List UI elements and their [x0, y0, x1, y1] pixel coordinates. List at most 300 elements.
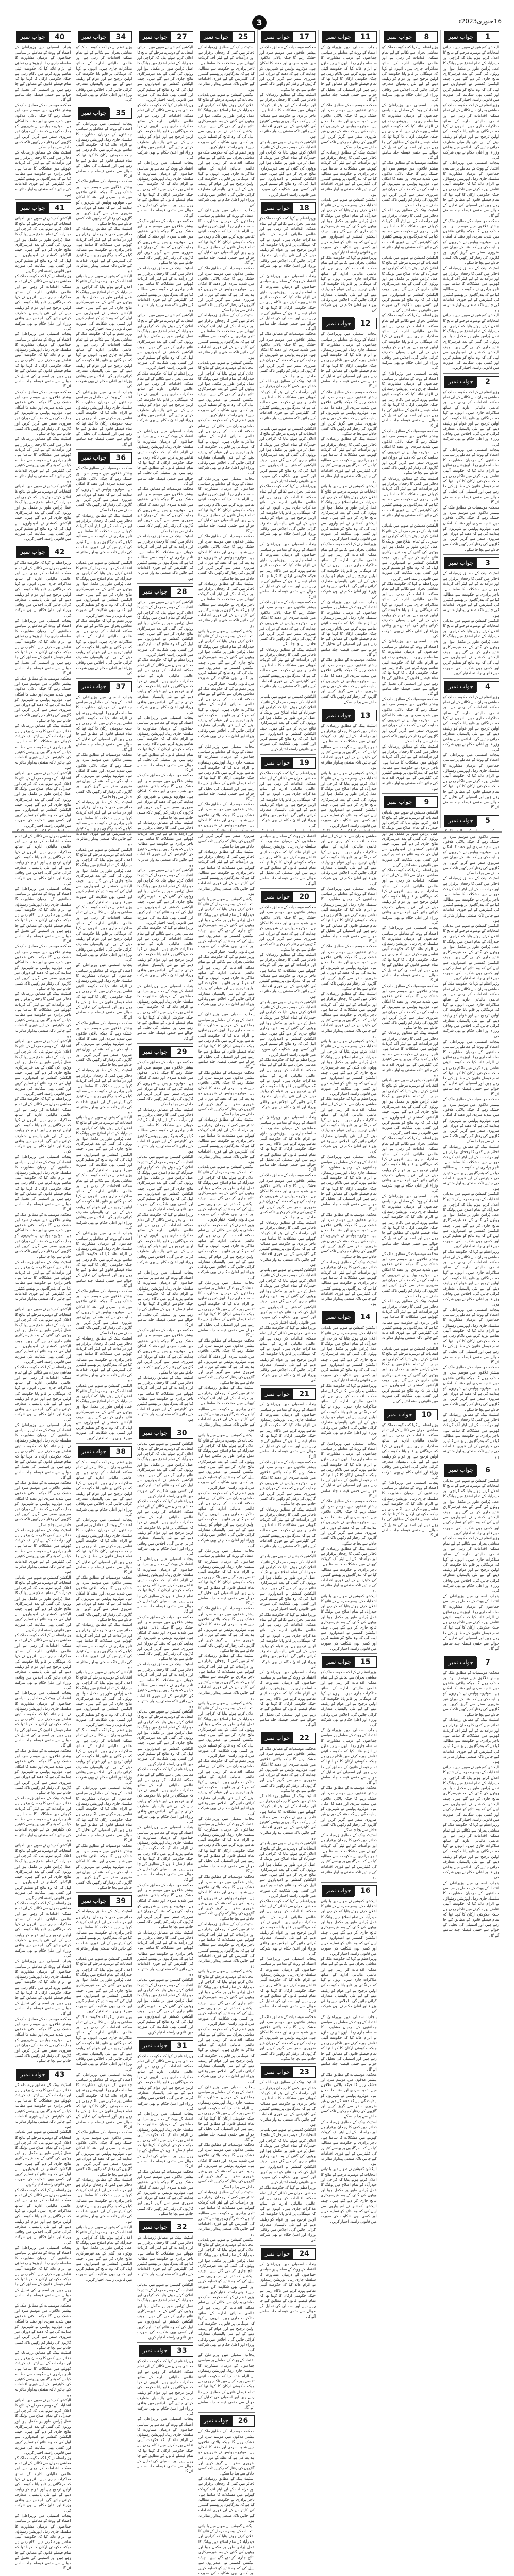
paragraph: وزیراعظم نے کہا کہ حکومت ملک کو معاشی بحران سے نکالنے کے لیے تمام ممکنہ اقدامات کر رہی ہے اور عالمی مالیاتی ادارے کے ساتھ مذاکرات جاری ہیں۔ انہوں نے کہا کہ مہنگائی پر قابو پانا حکومت کی اولین ترجیح ہے اور عوام کو ریلیف دینے کے لیے نئی پالیسیاں متعارف کرائی جائیں گی۔ اجلاس میں وفاقی وزراء اور اعلیٰ حکام نے بھی شرکت کی۔ [382, 313, 438, 370]
paragraph: محکمہ موسمیات کے مطابق ملک کے بیشتر علاقوں میں موسم سرد اور خشک رہے گا جبکہ بالائی علاقوں میں شدید سردی اور دھند کا امکان ہے۔ موٹروے پولیس نے شہریوں کو ہدایت کی ہے کہ دھند کے دوران غیر ضروری سفر سے گریز کریں اور گاڑیوں کی رفتار کم رکھیں تاکہ کسی حادثے سے بچا جا سکے۔ [321, 2072, 377, 2119]
answer-text [76, 694, 132, 1441]
paragraph: وزیراعظم نے کہا کہ حکومت ملک کو معاشی بحران سے نکالنے کے لیے تمام ممکنہ اقدامات کر رہی ہے اور عالمی مالیاتی ادارے کے ساتھ مذاکرات جاری ہیں۔ انہوں نے کہا کہ مہنگائی پر قابو پانا حکومت کی اولین ترجیح ہے اور عوام کو ریلیف دینے کے لیے نئی پالیسیاں متعارف کرائی جائیں گی۔ اجلاس میں وفاقی وزراء اور اعلیٰ حکام نے بھی شرکت کی۔ [76, 45, 132, 103]
paragraph: وزیراعظم نے کہا کہ حکومت ملک کو معاشی بحران سے نکالنے کے لیے تمام ممکنہ اقدامات کر رہی ہے اور عالمی مالیاتی ادارے کے ساتھ مذاکرات جاری ہیں۔ انہوں نے کہا کہ مہنگائی پر قابو پانا حکومت کی اولین ترجیح ہے اور عوام کو ریلیف دینے کے لیے نئی پالیسیاں متعارف کرائی جائیں گی۔ اجلاس میں وفاقی وزراء اور اعلیٰ حکام نے بھی شرکت کی۔ [198, 418, 255, 476]
paragraph: الیکشن کمیشن نے صوبے میں بلدیاتی انتخابات کے دوسرے مرحلے کے نتائج کا اعلان کرتے ہوئے بتایا کہ کراچی اور حیدرآباد کے تمام اضلاع میں پولنگ کا عمل پُرامن طور پر مکمل ہوا اور ووٹوں کی گنتی کے بعد غیرسرکاری نتائج جاری کر دیے گئے ہیں۔ چیف الیکشن کمشنر نے امیدواروں سے اپیل کی کہ وہ نتائج کو تسلیم کریں اور کسی بھی شکایت کی صورت میں قانونی راستہ اختیار کریں۔ [259, 1840, 316, 1898]
answer-text [260, 45, 316, 197]
block-divider [443, 678, 499, 679]
paragraph: وزیراعظم نے کہا کہ حکومت ملک کو معاشی بحران سے نکالنے کے لیے تمام ممکنہ اقدامات کر رہی ہے اور عالمی مالیاتی ادارے کے ساتھ مذاکرات جاری ہیں۔ انہوں نے کہا کہ مہنگائی پر قابو پانا حکومت کی اولین ترجیح ہے اور عوام کو ریلیف دینے کے لیے نئی پالیسیاں متعارف کرائی جائیں گی۔ اجلاس میں وفاقی وزراء اور اعلیٰ حکام نے بھی شرکت کی۔ [443, 1822, 499, 1880]
paragraph: الیکشن کمیشن نے صوبے میں بلدیاتی انتخابات کے دوسرے مرحلے کے نتائج کا اعلان کرتے ہوئے بتایا کہ کراچی اور حیدرآباد کے تمام اضلاع میں پولنگ کا عمل پُرامن طور پر مکمل ہوا اور ووٹوں کی گنتی کے بعد غیرسرکاری نتائج جاری کر دیے گئے ہیں۔ چیف الیکشن کمشنر نے امیدواروں سے اپیل کی کہ وہ نتائج کو تسلیم کریں اور کسی بھی شکایت کی صورت میں قانونی راستہ اختیار کریں۔ [443, 45, 499, 103]
answer-text [260, 216, 316, 752]
paragraph: محکمہ موسمیات کے مطابق ملک کے بیشتر علاقوں میں موسم سرد اور خشک رہے گا جبکہ بالائی علاقوں میں شدید سردی اور دھند کا امکان ہے۔ موٹروے پولیس نے شہریوں کو ہدایت کی ہے کہ دھند کے دوران غیر ضروری سفر سے گریز کریں اور گاڑیوں کی رفتار کم رکھیں تاکہ کسی حادثے سے بچا جا سکے۔ [198, 1606, 255, 1653]
answer-heading [137, 2221, 193, 2233]
paragraph: اسٹیٹ بینک کے مطابق زرمبادلہ کے ذخائر میں کمی کا رجحان برقرار ہے اور درآمدات کے لیے لیٹر آف کریڈٹ کھولنے میں مشکلات کا سامنا ہے۔ تاجر برادری نے حکومت سے مطالبہ کیا ہے کہ بندرگاہوں پر پھنسے کنٹینرز کی کلیئرنس کے لیے فوری اقدامات کیے جائیں تاکہ صنعتی پیداوار متاثر نہ ہو۔ [259, 379, 316, 426]
answer-heading [321, 317, 377, 330]
paragraph: پنجاب اسمبلی میں وزیراعلیٰ کے اعتماد کے ووٹ کے معاملے پر سیاسی جماعتوں کے درمیان مشاورت کا سلسلہ جاری رہا۔ اپوزیشن رہنماؤں نے الزام عائد کیا کہ حکومت آئینی تقاضے پورے کرنے میں ناکام رہی ہے جبکہ حکومتی ارکان کا کہنا تھا کہ تمام فیصلے قانون کے مطابق کیے جا رہے ہیں اور اسمبلی کی تحلیل کے حوالے سے حتمی فیصلہ جلد سامنے آئے گا۔ [15, 1154, 71, 1212]
paragraph: وزیراعظم نے کہا کہ حکومت ملک کو معاشی بحران سے نکالنے کے لیے تمام ممکنہ اقدامات کر رہی ہے اور عالمی مالیاتی ادارے کے ساتھ مذاکرات جاری ہیں۔ انہوں نے کہا کہ مہنگائی پر قابو پانا حکومت کی اولین ترجیح ہے اور عوام کو ریلیف دینے کے لیے نئی پالیسیاں متعارف کرائی جائیں گی۔ اجلاس میں وفاقی وزراء اور اعلیٰ حکام نے بھی شرکت کی۔ [15, 1632, 71, 1690]
block-divider [137, 583, 193, 584]
answer-heading [260, 31, 316, 43]
answer-number: 21 [293, 1388, 316, 1400]
paragraph: پنجاب اسمبلی میں وزیراعلیٰ کے اعتماد کے ووٹ کے معاملے پر سیاسی جماعتوں کے درمیان مشاورت کا سلسلہ جاری رہا۔ اپوزیشن رہنماؤں نے الزام عائد کیا کہ حکومت آئینی تقاضے پورے کرنے میں ناکام رہی ہے جبکہ حکومتی ارکان کا کہنا تھا کہ تمام فیصلے قانون کے مطابق کیے جا رہے ہیں اور اسمبلی کی تحلیل کے حوالے سے حتمی فیصلہ جلد سامنے آئے گا۔ [137, 428, 193, 486]
answer-heading [382, 1409, 438, 1421]
answer-text [76, 121, 132, 447]
answer-heading [321, 1311, 377, 1324]
paragraph: محکمہ موسمیات کے مطابق ملک کے بیشتر علاقوں میں موسم سرد اور خشک رہے گا جبکہ بالائی علاقوں میں شدید سردی اور دھند کا امکان ہے۔ موٹروے پولیس نے شہریوں کو ہدایت کی ہے کہ دھند کے دوران غیر ضروری سفر سے گریز کریں اور گاڑیوں کی رفتار کم رکھیں تاکہ کسی حادثے سے بچا جا سکے۔ [321, 1212, 377, 1259]
paragraph: وزیراعظم نے کہا کہ حکومت ملک کو معاشی بحران سے نکالنے کے لیے تمام ممکنہ اقدامات کر رہی ہے اور عالمی مالیاتی ادارے کے ساتھ مذاکرات جاری ہیں۔ انہوں نے کہا کہ مہنگائی پر قابو پانا حکومت کی اولین ترجیح ہے اور عوام کو ریلیف دینے کے لیے نئی پالیسیاں متعارف کرائی جائیں گی۔ اجلاس میں وفاقی وزراء اور اعلیٰ حکام نے بھی شرکت کی۔ [321, 541, 377, 599]
paragraph: وزیراعظم نے کہا کہ حکومت ملک کو معاشی بحران سے نکالنے کے لیے تمام ممکنہ اقدامات کر رہی ہے اور عالمی مالیاتی ادارے کے ساتھ مذاکرات جاری ہیں۔ انہوں نے کہا کہ مہنگائی پر قابو پانا حکومت کی اولین ترجیح ہے اور عوام کو ریلیف دینے کے لیے نئی پالیسیاں متعارف کرائی جائیں گی۔ اجلاس میں وفاقی وزراء اور اعلیٰ حکام نے بھی شرکت کی۔ [137, 103, 193, 160]
paragraph: وزیراعظم نے کہا کہ حکومت ملک کو معاشی بحران سے نکالنے کے لیے تمام ممکنہ اقدامات کر رہی ہے اور عالمی مالیاتی ادارے کے ساتھ مذاکرات جاری ہیں۔ انہوں نے کہا کہ مہنگائی پر قابو پانا حکومت کی اولین ترجیح ہے اور عوام کو ریلیف دینے کے لیے نئی پالیسیاں متعارف کرائی جائیں گی۔ اجلاس میں وفاقی وزراء اور اعلیٰ حکام نے بھی شرکت کی۔ [137, 370, 193, 428]
answer-block [76, 681, 132, 1441]
answer-heading [260, 202, 316, 214]
answer-heading [260, 1732, 316, 1744]
paragraph: اسٹیٹ بینک کے مطابق زرمبادلہ کے ذخائر میں کمی کا رجحان برقرار ہے اور درآمدات کے لیے لیٹر آف کریڈٹ کھولنے میں مشکلات کا سامنا ہے۔ تاجر برادری نے حکومت سے مطالبہ کیا ہے کہ بندرگاہوں پر پھنسے کنٹینرز کی کلیئرنس کے لیے فوری اقدامات کیے جائیں تاکہ صنعتی پیداوار متاثر نہ ہو۔ [443, 1412, 499, 1459]
answer-block [260, 31, 316, 197]
answer-number: 2 [476, 376, 499, 387]
answer-heading [382, 31, 438, 43]
paragraph: وزیراعظم نے کہا کہ حکومت ملک کو معاشی بحران سے نکالنے کے لیے تمام ممکنہ اقدامات کر رہی ہے اور عالمی مالیاتی ادارے کے ساتھ مذاکرات جاری ہیں۔ انہوں نے کہا کہ مہنگائی پر قابو پانا حکومت کی اولین ترجیح ہے اور عوام کو ریلیف دینے کے لیے نئی پالیسیاں متعارف کرائی جائیں گی۔ اجلاس میں وفاقی وزراء اور اعلیٰ حکام نے بھی شرکت کی۔ [76, 2014, 132, 2072]
paragraph: وزیراعظم نے کہا کہ حکومت ملک کو معاشی بحران سے نکالنے کے لیے تمام ممکنہ اقدامات کر رہی ہے اور عالمی مالیاتی ادارے کے ساتھ مذاکرات جاری ہیں۔ انہوں نے کہا کہ مہنگائی پر قابو پانا حکومت کی اولین ترجیح ہے اور عوام کو ریلیف دینے کے لیے نئی پالیسیاں متعارف کرائی جائیں گی۔ اجلاس میں وفاقی وزراء اور اعلیٰ حکام نے بھی شرکت کی۔ [15, 274, 71, 331]
answer-number: 12 [354, 318, 377, 329]
answer-label: جواب نمبر [139, 31, 171, 43]
paragraph: الیکشن کمیشن نے صوبے میں بلدیاتی انتخابات کے دوسرے مرحلے کے نتائج کا اعلان کرتے ہوئے بتایا کہ کراچی اور حیدرآباد کے تمام اضلاع میں پولنگ کا عمل پُرامن طور پر مکمل ہوا اور ووٹوں کی گنتی کے بعد غیرسرکاری نتائج جاری کر دیے گئے ہیں۔ چیف الیکشن کمشنر نے امیدواروں سے اپیل کی کہ وہ نتائج کو تسلیم کریں اور کسی بھی شکایت کی صورت میں قانونی راستہ اختیار کریں۔ [198, 1432, 255, 1490]
paragraph: الیکشن کمیشن نے صوبے میں بلدیاتی انتخابات کے دوسرے مرحلے کے نتائج کا اعلان کرتے ہوئے بتایا کہ کراچی اور حیدرآباد کے تمام اضلاع میں پولنگ کا عمل پُرامن طور پر مکمل ہوا اور ووٹوں کی گنتی کے بعد غیرسرکاری نتائج جاری کر دیے گئے ہیں۔ چیف الیکشن کمشنر نے امیدواروں سے اپیل کی کہ وہ نتائج کو تسلیم کریں اور کسی بھی شکایت کی صورت میں قانونی راستہ اختیار کریں۔ [321, 197, 377, 255]
paragraph: الیکشن کمیشن نے صوبے میں بلدیاتی انتخابات کے دوسرے مرحلے کے نتائج کا اعلان کرتے ہوئے بتایا کہ کراچی اور حیدرآباد کے تمام اضلاع میں پولنگ کا عمل پُرامن طور پر مکمل ہوا اور ووٹوں کی گنتی کے بعد غیرسرکاری نتائج جاری کر دیے گئے ہیں۔ چیف الیکشن کمشنر نے امیدواروں سے اپیل کی کہ وہ نتائج کو تسلیم کریں اور کسی بھی شکایت کی صورت میں قانونی راستہ اختیار کریں۔ [321, 1038, 377, 1096]
paragraph: محکمہ موسمیات کے مطابق ملک کے بیشتر علاقوں میں موسم سرد اور خشک رہے گا جبکہ بالائی علاقوں میں شدید سردی اور دھند کا امکان ہے۔ موٹروے پولیس نے شہریوں کو ہدایت کی ہے کہ دھند کے دوران غیر ضروری سفر سے گریز کریں اور گاڑیوں کی رفتار کم رکھیں تاکہ کسی حادثے سے بچا جا سکے۔ [382, 983, 438, 1030]
answer-label: جواب نمبر [384, 31, 416, 43]
paragraph: وزیراعظم نے کہا کہ حکومت ملک کو معاشی بحران سے نکالنے کے لیے تمام ممکنہ اقدامات کر رہی ہے اور عالمی مالیاتی ادارے کے ساتھ مذاکرات جاری ہیں۔ انہوں نے کہا کہ مہنگائی پر قابو پانا حکومت کی اولین ترجیح ہے اور عوام کو ریلیف دینے کے لیے نئی پالیسیاں متعارف کرائی جائیں گی۔ اجلاس میں وفاقی وزراء اور اعلیٰ حکام نے بھی شرکت کی۔ [137, 925, 193, 983]
answer-text [382, 810, 438, 1404]
paragraph: پنجاب اسمبلی میں وزیراعلیٰ کے اعتماد کے ووٹ کے معاملے پر سیاسی جماعتوں کے درمیان مشاورت کا سلسلہ جاری رہا۔ اپوزیشن رہنماؤں نے الزام عائد کیا کہ حکومت آئینی تقاضے پورے کرنے میں ناکام رہی ہے جبکہ حکومتی ارکان کا کہنا تھا کہ تمام فیصلے قانون کے مطابق کیے جا رہے ہیں اور اسمبلی کی تحلیل کے حوالے سے حتمی فیصلہ جلد سامنے آئے گا۔ [198, 476, 255, 533]
paragraph: الیکشن کمیشن نے صوبے میں بلدیاتی انتخابات کے دوسرے مرحلے کے نتائج کا اعلان کرتے ہوئے بتایا کہ کراچی اور حیدرآباد کے تمام اضلاع میں پولنگ کا عمل پُرامن طور پر مکمل ہوا اور ووٹوں کی گنتی کے بعد غیرسرکاری نتائج جاری کر دیے گئے ہیں۔ چیف الیکشن کمشنر نے امیدواروں سے اپیل کی کہ وہ نتائج کو تسلیم کریں اور کسی بھی شکایت کی صورت میں قانونی راستہ اختیار کریں۔ [137, 1154, 193, 1212]
answer-number: 5 [476, 815, 499, 826]
paragraph: پنجاب اسمبلی میں وزیراعلیٰ کے اعتماد کے ووٹ کے معاملے پر سیاسی جماعتوں کے درمیان مشاورت کا سلسلہ جاری رہا۔ اپوزیشن رہنماؤں نے الزام عائد کیا کہ حکومت آئینی تقاضے پورے کرنے میں ناکام رہی ہے جبکہ حکومتی ارکان کا کہنا تھا کہ تمام فیصلے قانون کے مطابق کیے جا رہے ہیں اور اسمبلی کی تحلیل کے حوالے سے حتمی فیصلہ جلد سامنے آئے گا۔ [259, 828, 316, 886]
answer-number: 28 [171, 586, 193, 598]
paragraph: وزیراعظم نے کہا کہ حکومت ملک کو معاشی بحران سے نکالنے کے لیے تمام ممکنہ اقدامات کر رہی ہے اور عالمی مالیاتی ادارے کے ساتھ مذاکرات جاری ہیں۔ انہوں نے کہا کہ مہنگائی پر قابو پانا حکومت کی اولین ترجیح ہے اور عوام کو ریلیف دینے کے لیے نئی پالیسیاں متعارف کرائی جائیں گی۔ اجلاس میں وفاقی وزراء اور اعلیٰ حکام نے بھی شرکت کی۔ [321, 1383, 377, 1440]
paragraph: الیکشن کمیشن نے صوبے میں بلدیاتی انتخابات کے دوسرے مرحلے کے نتائج کا اعلان کرتے ہوئے بتایا کہ کراچی اور حیدرآباد کے تمام اضلاع میں پولنگ کا عمل پُرامن طور پر مکمل ہوا اور ووٹوں کی گنتی کے بعد غیرسرکاری نتائج جاری کر دیے گئے ہیں۔ چیف الیکشن کمشنر نے امیدواروں سے اپیل کی کہ وہ نتائج کو تسلیم کریں اور کسی بھی شکایت کی صورت میں قانونی راستہ اختیار کریں۔ [382, 255, 438, 313]
paragraph: وزیراعظم نے کہا کہ حکومت ملک کو معاشی بحران سے نکالنے کے لیے تمام ممکنہ اقدامات کر رہی ہے اور عالمی مالیاتی ادارے کے ساتھ مذاکرات جاری ہیں۔ انہوں نے کہا کہ مہنگائی پر قابو پانا حکومت کی اولین ترجیح ہے اور عوام کو ریلیف دینے کے لیے نئی پالیسیاں متعارف کرائی جائیں گی۔ اجلاس میں وفاقی وزراء اور اعلیٰ حکام نے بھی شرکت کی۔ [198, 1758, 255, 1816]
answer-label: جواب نمبر [384, 796, 416, 808]
answer-label: جواب نمبر [139, 2040, 171, 2052]
paragraph: وزیراعظم نے کہا کہ حکومت ملک کو معاشی بحران سے نکالنے کے لیے تمام ممکنہ اقدامات کر رہی ہے اور عالمی مالیاتی ادارے کے ساتھ مذاکرات جاری ہیں۔ انہوں نے کہا کہ مہنگائی پر قابو پانا حکومت کی اولین ترجیح ہے اور عوام کو ریلیف دینے کے لیے نئی پالیسیاں متعارف کرائی جائیں گی۔ اجلاس میں وفاقی وزراء اور اعلیٰ حکام نے بھی شرکت کی۔ [76, 905, 132, 962]
paragraph: الیکشن کمیشن نے صوبے میں بلدیاتی انتخابات کے دوسرے مرحلے کے نتائج کا اعلان کرتے ہوئے بتایا کہ کراچی اور حیدرآباد کے تمام اضلاع میں پولنگ کا عمل پُرامن طور پر مکمل ہوا اور ووٹوں کی گنتی کے بعد غیرسرکاری نتائج جاری کر دیے گئے ہیں۔ چیف الیکشن کمشنر نے امیدواروں سے اپیل کی کہ وہ نتائج کو تسلیم کریں اور کسی بھی شکایت کی صورت میں قانونی راستہ اختیار کریں۔ [15, 484, 71, 541]
paragraph: وزیراعظم نے کہا کہ حکومت ملک کو معاشی بحران سے نکالنے کے لیے تمام ممکنہ اقدامات کر رہی ہے اور عالمی مالیاتی ادارے کے ساتھ مذاکرات جاری ہیں۔ انہوں نے کہا کہ مہنگائی پر قابو پانا حکومت کی اولین ترجیح ہے اور عوام کو ریلیف دینے کے لیے نئی پالیسیاں متعارف کرائی جائیں گی۔ اجلاس میں وفاقی وزراء اور اعلیٰ حکام نے بھی شرکت کی۔ [382, 1422, 438, 1480]
paragraph: وزیراعظم نے کہا کہ حکومت ملک کو معاشی بحران سے نکالنے کے لیے تمام ممکنہ اقدامات کر رہی ہے اور عالمی مالیاتی ادارے کے ساتھ مذاکرات جاری ہیں۔ انہوں نے کہا کہ مہنگائی پر قابو پانا حکومت کی اولین ترجیح ہے اور عوام کو ریلیف دینے کے لیے نئی پالیسیاں متعارف کرائی جائیں گی۔ اجلاس میں وفاقی وزراء اور اعلیٰ حکام نے بھی شرکت کی۔ [198, 2294, 255, 2352]
answer-number: 43 [48, 2069, 71, 2080]
paragraph: اسٹیٹ بینک کے مطابق زرمبادلہ کے ذخائر میں کمی کا رجحان برقرار ہے اور درآمدات کے لیے لیٹر آف کریڈٹ کھولنے میں مشکلات کا سامنا ہے۔ تاجر برادری نے حکومت سے مطالبہ کیا ہے کہ بندرگاہوں پر پھنسے کنٹینرز کی کلیئرنس کے لیے فوری اقدامات کیے جائیں تاکہ صنعتی پیداوار متاثر نہ ہو۔ [137, 533, 193, 581]
paragraph: وزیراعظم نے کہا کہ حکومت ملک کو معاشی بحران سے نکالنے کے لیے تمام ممکنہ اقدامات کر رہی ہے اور عالمی مالیاتی ادارے کے ساتھ مذاکرات جاری ہیں۔ انہوں نے کہا کہ مہنگائی پر قابو پانا حکومت کی اولین ترجیح ہے اور عوام کو ریلیف دینے کے لیے نئی پالیسیاں متعارف کرائی جائیں گی۔ اجلاس میں وفاقی وزراء اور اعلیٰ حکام نے بھی شرکت کی۔ [15, 1364, 71, 1422]
answer-number: 11 [354, 31, 377, 43]
paragraph: اسٹیٹ بینک کے مطابق زرمبادلہ کے ذخائر میں کمی کا رجحان برقرار ہے اور درآمدات کے لیے لیٹر آف کریڈٹ کھولنے میں مشکلات کا سامنا ہے۔ تاجر برادری نے حکومت سے مطالبہ کیا ہے کہ بندرگاہوں پر پھنسے کنٹینرز کی کلیئرنس کے لیے فوری اقدامات کیے جائیں تاکہ صنعتی پیداوار متاثر نہ ہو۔ [382, 1030, 438, 1077]
answer-heading [15, 202, 71, 214]
answer-text [260, 905, 316, 1383]
paragraph: اسٹیٹ بینک کے مطابق زرمبادلہ کے ذخائر میں کمی کا رجحان برقرار ہے اور درآمدات کے لیے لیٹر آف کریڈٹ کھولنے میں مشکلات کا سامنا ہے۔ تاجر برادری نے حکومت سے مطالبہ کیا ہے کہ بندرگاہوں پر پھنسے کنٹینرز کی کلیئرنس کے لیے فوری اقدامات کیے جائیں تاکہ صنعتی پیداوار متاثر نہ ہو۔ [198, 581, 255, 628]
answer-label: جواب نمبر [78, 452, 110, 464]
answer-heading [15, 546, 71, 558]
answer-block [15, 546, 71, 2063]
paragraph: الیکشن کمیشن نے صوبے میں بلدیاتی انتخابات کے دوسرے مرحلے کے نتائج کا اعلان کرتے ہوئے بتایا کہ کراچی اور حیدرآباد کے تمام اضلاع میں پولنگ کا عمل پُرامن طور پر مکمل ہوا اور ووٹوں کی گنتی کے بعد غیرسرکاری نتائج جاری کر دیے گئے ہیں۔ چیف الیکشن کمشنر نے امیدواروں سے اپیل کی کہ وہ نتائج کو تسلیم کریں اور کسی بھی شکایت کی صورت میں قانونی راستہ اختیار کریں۔ [259, 139, 316, 197]
answer-label: جواب نمبر [444, 681, 476, 693]
column-4 [258, 30, 318, 2319]
paragraph: اسٹیٹ بینک کے مطابق زرمبادلہ کے ذخائر میں کمی کا رجحان برقرار ہے اور درآمدات کے لیے لیٹر آف کریڈٹ کھولنے میں مشکلات کا سامنا ہے۔ تاجر برادری نے حکومت سے مطالبہ کیا ہے کہ بندرگاہوں پر پھنسے کنٹینرز کی کلیئرنس کے لیے فوری اقدامات کیے جائیں تاکہ صنعتی پیداوار متاثر نہ ہو۔ [137, 1929, 193, 1977]
answer-block [321, 1311, 377, 1651]
paragraph: محکمہ موسمیات کے مطابق ملک کے بیشتر علاقوں میں موسم سرد اور خشک رہے گا جبکہ بالائی علاقوں میں شدید سردی اور دھند کا امکان ہے۔ موٹروے پولیس نے شہریوں کو ہدایت کی ہے کہ دھند کے دوران غیر ضروری سفر سے گریز کریں اور گاڑیوں کی رفتار کم رکھیں تاکہ کسی حادثے سے بچا جا سکے۔ [14, 944, 71, 991]
paragraph: وزیراعظم نے کہا کہ حکومت ملک کو معاشی بحران سے نکالنے کے لیے تمام ممکنہ اقدامات کر رہی ہے اور عالمی مالیاتی ادارے کے ساتھ مذاکرات جاری ہیں۔ انہوں نے کہا کہ مہنگائی پر قابو پانا حکومت کی اولین ترجیح ہے اور عوام کو ریلیف دینے کے لیے نئی پالیسیاں متعارف کرائی جائیں گی۔ اجلاس میں وفاقی وزراء اور اعلیٰ حکام نے بھی شرکت کی۔ [76, 618, 132, 675]
paragraph: الیکشن کمیشن نے صوبے میں بلدیاتی انتخابات کے دوسرے مرحلے کے نتائج کا اعلان کرتے ہوئے بتایا کہ کراچی اور حیدرآباد کے تمام اضلاع میں پولنگ کا عمل پُرامن طور پر مکمل ہوا اور ووٹوں کی گنتی کے بعد غیرسرکاری نتائج جاری کر دیے گئے ہیں۔ چیف الیکشن کمشنر نے امیدواروں سے اپیل کی کہ وہ نتائج کو تسلیم کریں اور کسی بھی شکایت کی صورت میں قانونی راستہ اختیار کریں۔ [382, 1078, 438, 1136]
paragraph: محکمہ موسمیات کے مطابق ملک کے بیشتر علاقوں میں موسم سرد اور خشک رہے گا جبکہ بالائی علاقوں میں شدید سردی اور دھند کا امکان ہے۔ موٹروے پولیس نے شہریوں کو ہدایت کی ہے کہ دھند کے دوران غیر ضروری سفر سے گریز کریں اور گاڑیوں کی رفتار کم رکھیں تاکہ کسی حادثے سے بچا جا سکے۔ [198, 1070, 255, 1117]
paragraph: اسٹیٹ بینک کے مطابق زرمبادلہ کے ذخائر میں کمی کا رجحان برقرار ہے اور درآمدات کے لیے لیٹر آف کریڈٹ کھولنے میں مشکلات کا سامنا ہے۔ تاجر برادری نے حکومت سے مطالبہ کیا ہے کہ بندرگاہوں پر پھنسے کنٹینرز کی کلیئرنس کے لیے فوری اقدامات کیے جائیں تاکہ صنعتی پیداوار متاثر نہ ہو۔ [443, 876, 499, 923]
answer-label: جواب نمبر [261, 2248, 293, 2260]
answer-number: 23 [293, 2066, 316, 2078]
answer-heading [321, 709, 377, 722]
paragraph: پنجاب اسمبلی میں وزیراعلیٰ کے اعتماد کے ووٹ کے معاملے پر سیاسی جماعتوں کے درمیان مشاورت کا سلسلہ جاری رہا۔ اپوزیشن رہنماؤں نے الزام عائد کیا کہ حکومت آئینی تقاضے پورے کرنے میں ناکام رہی ہے جبکہ حکومتی ارکان کا کہنا تھا کہ تمام فیصلے قانون کے مطابق کیے جا رہے ہیں اور اسمبلی کی تحلیل کے حوالے سے حتمی فیصلہ جلد سامنے آئے گا۔ [15, 45, 71, 103]
paragraph: اسٹیٹ بینک کے مطابق زرمبادلہ کے ذخائر میں کمی کا رجحان برقرار ہے اور درآمدات کے لیے لیٹر آف کریڈٹ کھولنے میں مشکلات کا سامنا ہے۔ تاجر برادری نے حکومت سے مطالبہ کیا ہے کہ بندرگاہوں پر پھنسے کنٹینرز کی کلیئرنس کے لیے فوری اقدامات کیے جائیں تاکہ صنعتی پیداوار متاثر نہ ہو۔ [15, 150, 71, 197]
answer-label: جواب نمبر [78, 107, 110, 120]
paragraph: محکمہ موسمیات کے مطابق ملک کے بیشتر علاقوں میں موسم سرد اور خشک رہے گا جبکہ بالائی علاقوں میں شدید سردی اور دھند کا امکان ہے۔ موٹروے پولیس نے شہریوں کو ہدایت کی ہے کہ دھند کے دوران غیر ضروری سفر سے گریز کریں اور گاڑیوں کی رفتار کم رکھیں تاکہ کسی حادثے سے بچا جا سکے۔ [137, 2169, 193, 2216]
block-divider [76, 449, 132, 450]
paragraph: پنجاب اسمبلی میں وزیراعلیٰ کے اعتماد کے ووٹ کے معاملے پر سیاسی جماعتوں کے درمیان مشاورت کا سلسلہ جاری رہا۔ اپوزیشن رہنماؤں نے الزام عائد کیا کہ حکومت آئینی تقاضے پورے کرنے میں ناکام رہی ہے جبکہ حکومتی ارکان کا کہنا تھا کہ تمام فیصلے قانون کے مطابق کیے جا رہے ہیں اور اسمبلی کی تحلیل کے حوالے سے حتمی فیصلہ جلد سامنے آئے گا۔ [259, 1669, 316, 1727]
paragraph: وزیراعظم نے کہا کہ حکومت ملک کو معاشی بحران سے نکالنے کے لیے تمام ممکنہ اقدامات کر رہی ہے اور عالمی مالیاتی ادارے کے ساتھ مذاکرات جاری ہیں۔ انہوں نے کہا کہ مہنگائی پر قابو پانا حکومت کی اولین ترجیح ہے اور عوام کو ریلیف دینے کے لیے نئی پالیسیاں متعارف کرائی جائیں گی۔ اجلاس میں وفاقی وزراء اور اعلیٰ حکام نے بھی شرکت کی۔ [198, 1222, 255, 1280]
answer-text [443, 45, 499, 371]
paragraph: محکمہ موسمیات کے مطابق ملک کے بیشتر علاقوں میں موسم سرد اور خشک رہے گا جبکہ بالائی علاقوں میں شدید سردی اور دھند کا امکان ہے۔ موٹروے پولیس نے شہریوں کو ہدایت کی ہے کہ دھند کے دوران غیر ضروری سفر سے گریز کریں اور گاڑیوں کی رفتار کم رکھیں تاکہ کسی حادثے سے بچا جا سکے۔ [259, 905, 316, 952]
answer-text [321, 331, 377, 704]
paragraph: اسٹیٹ بینک کے مطابق زرمبادلہ کے ذخائر میں کمی کا رجحان برقرار ہے اور درآمدات کے لیے لیٹر آف کریڈٹ کھولنے میں مشکلات کا سامنا ہے۔ تاجر برادری نے حکومت سے مطالبہ کیا ہے کہ بندرگاہوں پر پھنسے کنٹینرز کی کلیئرنس کے لیے فوری اقدامات کیے جائیں تاکہ صنعتی پیداوار متاثر نہ ہو۔ [137, 265, 193, 313]
paragraph: پنجاب اسمبلی میں وزیراعلیٰ کے اعتماد کے ووٹ کے معاملے پر سیاسی جماعتوں کے درمیان مشاورت کا سلسلہ جاری رہا۔ اپوزیشن رہنماؤں نے الزام عائد کیا کہ حکومت آئینی تقاضے پورے کرنے میں ناکام رہی ہے جبکہ حکومتی ارکان کا کہنا تھا کہ تمام فیصلے قانون کے مطابق کیے جا رہے ہیں اور اسمبلی کی تحلیل کے حوالے سے حتمی فیصلہ جلد سامنے آئے گا۔ [76, 1517, 132, 1575]
answer-number: 34 [109, 31, 132, 43]
paragraph: الیکشن کمیشن نے صوبے میں بلدیاتی انتخابات کے دوسرے مرحلے کے نتائج کا اعلان کرتے ہوئے بتایا کہ کراچی اور حیدرآباد کے تمام اضلاع میں پولنگ کا عمل پُرامن طور پر مکمل ہوا اور ووٹوں کی گنتی کے بعد غیرسرکاری نتائج جاری کر دیے گئے ہیں۔ چیف الیکشن کمشنر نے امیدواروں سے اپیل کی کہ وہ نتائج کو تسلیم کریں اور کسی بھی شکایت کی صورت میں قانونی راستہ اختیار کریں۔ [443, 313, 499, 370]
paragraph: الیکشن کمیشن نے صوبے میں بلدیاتی انتخابات کے دوسرے مرحلے کے نتائج کا اعلان کرتے ہوئے بتایا کہ کراچی اور حیدرآباد کے تمام اضلاع میں پولنگ کا عمل پُرامن طور پر مکمل ہوا اور ووٹوں کی گنتی کے بعد غیرسرکاری نتائج جاری کر دیے گئے ہیں۔ چیف الیکشن کمشنر نے امیدواروں سے اپیل کی کہ وہ نتائج کو تسلیم کریں اور کسی بھی شکایت کی صورت میں قانونی راستہ اختیار کریں۔ [321, 1593, 377, 1651]
answer-label: جواب نمبر [261, 757, 293, 769]
block-divider [382, 793, 438, 794]
answer-block [443, 376, 499, 552]
paragraph: اسٹیٹ بینک کے مطابق زرمبادلہ کے ذخائر میں کمی کا رجحان برقرار ہے اور درآمدات کے لیے لیٹر آف کریڈٹ کھولنے میں مشکلات کا سامنا ہے۔ تاجر برادری نے حکومت سے مطالبہ کیا ہے کہ بندرگاہوں پر پھنسے کنٹینرز کی کلیئرنس کے لیے فوری اقدامات کیے جائیں تاکہ صنعتی پیداوار متاثر نہ ہو۔ [198, 45, 255, 92]
paragraph: پنجاب اسمبلی میں وزیراعلیٰ کے اعتماد کے ووٹ کے معاملے پر سیاسی جماعتوں کے درمیان مشاورت کا سلسلہ جاری رہا۔ اپوزیشن رہنماؤں نے الزام عائد کیا کہ حکومت آئینی تقاضے پورے کرنے میں ناکام رہی ہے جبکہ حکومتی ارکان کا کہنا تھا کہ تمام فیصلے قانون کے مطابق کیے جا رہے ہیں اور اسمبلی کی تحلیل کے حوالے سے حتمی فیصلہ جلد سامنے آئے گا۔ [321, 2014, 377, 2072]
answer-text [382, 45, 438, 791]
paragraph: وزیراعظم نے کہا کہ حکومت ملک کو معاشی بحران سے نکالنے کے لیے تمام ممکنہ اقدامات کر رہی ہے اور عالمی مالیاتی ادارے کے ساتھ مذاکرات جاری ہیں۔ انہوں نے کہا کہ مہنگائی پر قابو پانا حکومت کی اولین ترجیح ہے اور عوام کو ریلیف دینے کے لیے نئی پالیسیاں متعارف کرائی جائیں گی۔ اجلاس میں وفاقی وزراء اور اعلیٰ حکام نے بھی شرکت کی۔ [321, 1669, 377, 1727]
answer-number: 22 [293, 1733, 316, 1744]
column-8 [13, 30, 73, 2571]
answer-heading [443, 376, 499, 388]
paragraph: وزیراعظم نے کہا کہ حکومت ملک کو معاشی بحران سے نکالنے کے لیے تمام ممکنہ اقدامات کر رہی ہے اور عالمی مالیاتی ادارے کے ساتھ مذاکرات جاری ہیں۔ انہوں نے کہا کہ مہنگائی پر قابو پانا حکومت کی اولین ترجیح ہے اور عوام کو ریلیف دینے کے لیے نئی پالیسیاں متعارف کرائی جائیں گی۔ اجلاس میں وفاقی وزراء اور اعلیٰ حکام نے بھی شرکت کی۔ [137, 1499, 193, 1556]
answer-heading [321, 31, 377, 43]
answer-number: 13 [354, 710, 377, 721]
answer-number: 27 [171, 31, 193, 43]
answer-label: جواب نمبر [322, 1885, 354, 1897]
paragraph: محکمہ موسمیات کے مطابق ملک کے بیشتر علاقوں میں موسم سرد اور خشک رہے گا جبکہ بالائی علاقوں میں شدید سردی اور دھند کا امکان ہے۔ موٹروے پولیس نے شہریوں کو ہدایت کی ہے کہ دھند کے دوران غیر ضروری سفر سے گریز کریں اور گاڑیوں کی رفتار کم رکھیں تاکہ کسی حادثے سے بچا جا سکے۔ [14, 1480, 71, 1527]
paragraph: اسٹیٹ بینک کے مطابق زرمبادلہ کے ذخائر میں کمی کا رجحان برقرار ہے اور درآمدات کے لیے لیٹر آف کریڈٹ کھولنے میں مشکلات کا سامنا ہے۔ تاجر برادری نے حکومت سے مطالبہ کیا ہے کہ بندرگاہوں پر پھنسے کنٹینرز کی کلیئرنس کے لیے فوری اقدامات کیے جائیں تاکہ صنعتی پیداوار متاثر نہ ہو۔ [259, 1793, 316, 1840]
paragraph: وزیراعظم نے کہا کہ حکومت ملک کو معاشی بحران سے نکالنے کے لیے تمام ممکنہ اقدامات کر رہی ہے اور عالمی مالیاتی ادارے کے ساتھ مذاکرات جاری ہیں۔ انہوں نے کہا کہ مہنگائی پر قابو پانا حکومت کی اولین ترجیح ہے اور عوام کو ریلیف دینے کے لیے نئی پالیسیاں متعارف کرائی جائیں گی۔ اجلاس میں وفاقی وزراء اور اعلیٰ حکام نے بھی شرکت کی۔ [198, 686, 255, 743]
answer-heading [321, 1656, 377, 1668]
paragraph: الیکشن کمیشن نے صوبے میں بلدیاتی انتخابات کے دوسرے مرحلے کے نتائج کا اعلان کرتے ہوئے بتایا کہ کراچی اور حیدرآباد کے تمام اضلاع میں پولنگ کا عمل پُرامن طور پر مکمل ہوا اور ووٹوں کی گنتی کے بعد غیرسرکاری نتائج جاری کر دیے گئے ہیں۔ چیف الیکشن کمشنر نے امیدواروں سے اپیل کی کہ وہ نتائج کو تسلیم کریں اور کسی بھی شکایت کی صورت [198, 2523, 255, 2575]
paragraph: محکمہ موسمیات کے مطابق ملک کے بیشتر علاقوں میں موسم سرد اور خشک رہے گا جبکہ بالائی علاقوں میں شدید سردی اور دھند کا امکان ہے۔ موٹروے پولیس نے شہریوں کو ہدایت کی ہے کہ دھند کے دوران غیر ضروری سفر سے گریز کریں اور گاڑیوں کی رفتار کم رکھیں تاکہ کسی حادثے سے بچا جا سکے۔ [259, 1459, 316, 1506]
paragraph: پنجاب اسمبلی میں وزیراعلیٰ کے اعتماد کے ووٹ کے معاملے پر سیاسی جماعتوں کے درمیان مشاورت کا سلسلہ جاری رہا۔ اپوزیشن رہنماؤں نے الزام عائد کیا کہ حکومت آئینی تقاضے پورے کرنے میں ناکام رہی ہے جبکہ حکومتی ارکان کا کہنا تھا کہ تمام فیصلے قانون کے مطابق کیے جا رہے ہیں اور اسمبلی کی تحلیل کے حوالے سے حتمی فیصلہ جلد سامنے آئے گا۔ [15, 886, 71, 944]
paragraph: الیکشن کمیشن نے صوبے میں بلدیاتی انتخابات کے دوسرے مرحلے کے نتائج کا اعلان کرتے ہوئے بتایا کہ کراچی اور حیدرآباد کے تمام اضلاع میں پولنگ کا عمل پُرامن طور پر مکمل ہوا اور ووٹوں کی گنتی کے بعد غیرسرکاری نتائج جاری کر دیے گئے ہیں۔ چیف الیکشن کمشنر نے امیدواروں سے اپیل کی کہ وہ نتائج کو تسلیم کریں اور کسی بھی شکایت کی صورت میں قانونی راستہ اختیار کریں۔ [76, 2224, 132, 2282]
answer-label: جواب نمبر [78, 1446, 110, 1458]
paragraph: پنجاب اسمبلی میں وزیراعلیٰ کے اعتماد کے ووٹ کے معاملے پر سیاسی جماعتوں کے درمیان مشاورت کا سلسلہ جاری رہا۔ اپوزیشن رہنماؤں نے الزام عائد کیا کہ حکومت آئینی تقاضے پورے کرنے میں ناکام رہی ہے جبکہ حکومتی ارکان کا کہنا تھا کہ تمام فیصلے قانون کے مطابق کیے جا رہے ہیں اور اسمبلی کی تحلیل کے حوالے سے حتمی فیصلہ جلد سامنے آئے گا۔ [15, 331, 71, 389]
paragraph: محکمہ موسمیات کے مطابق ملک کے بیشتر علاقوں میں موسم سرد اور خشک رہے گا جبکہ بالائی علاقوں میں شدید سردی اور دھند کا امکان ہے۔ موٹروے پولیس نے شہریوں کو ہدایت کی ہے کہ دھند کے دوران غیر ضروری سفر سے گریز کریں اور گاڑیوں کی رفتار کم رکھیں تاکہ کسی حادثے سے بچا جا سکے۔ [76, 1288, 132, 1335]
paragraph: پنجاب اسمبلی میں وزیراعلیٰ کے اعتماد کے ووٹ کے معاملے پر سیاسی جماعتوں کے درمیان مشاورت کا سلسلہ جاری رہا۔ اپوزیشن رہنماؤں نے الزام عائد کیا کہ حکومت آئینی تقاضے پورے کرنے میں ناکام رہی ہے جبکہ حکومتی ارکان کا کہنا تھا کہ تمام فیصلے قانون کے مطابق کیے جا رہے ہیں اور اسمبلی کی تحلیل کے حوالے سے حتمی فیصلہ جلد سامنے آئے گا۔ [443, 160, 499, 218]
paragraph: اسٹیٹ بینک کے مطابق زرمبادلہ کے ذخائر میں کمی کا رجحان برقرار ہے اور درآمدات کے لیے لیٹر آف کریڈٹ کھولنے میں مشکلات کا سامنا ہے۔ تاجر برادری نے حکومت سے مطالبہ کیا ہے کہ بندرگاہوں پر پھنسے کنٹینرز کی کلیئرنس کے لیے فوری اقدامات کیے جائیں تاکہ صنعتی پیداوار متاثر نہ ہو۔ [76, 800, 132, 846]
answer-number: 25 [232, 31, 255, 43]
paragraph: پنجاب اسمبلی میں وزیراعلیٰ کے اعتماد کے ووٹ کے معاملے پر سیاسی جماعتوں کے درمیان مشاورت کا سلسلہ جاری رہا۔ اپوزیشن رہنماؤں نے الزام عائد کیا کہ حکومت آئینی تقاضے پورے کرنے میں ناکام رہی ہے جبکہ حکومتی ارکان کا کہنا تھا کہ تمام فیصلے قانون کے مطابق کیے جا رہے ہیں اور اسمبلی کی تحلیل کے حوالے سے حتمی فیصلہ جلد سامنے آئے گا۔ [76, 389, 132, 447]
answer-heading [382, 796, 438, 808]
answer-block [15, 2069, 71, 2571]
paragraph: محکمہ موسمیات کے مطابق ملک کے بیشتر علاقوں میں موسم سرد اور خشک رہے گا جبکہ بالائی علاقوں میں شدید سردی اور دھند کا امکان ہے۔ موٹروے پولیس نے شہریوں کو ہدایت کی ہے کہ دھند کے دوران غیر ضروری سفر سے گریز کریں اور گاڑیوں کی رفتار کم رکھیں تاکہ کسی حادثے سے بچا جا سکے۔ [14, 1748, 71, 1795]
paragraph: محکمہ موسمیات کے مطابق ملک کے بیشتر علاقوں میں موسم سرد اور خشک رہے گا جبکہ بالائی علاقوں میں شدید سردی اور دھند کا امکان ہے۔ موٹروے پولیس نے شہریوں کو ہدایت کی ہے کہ دھند کے دوران غیر ضروری سفر سے گریز کریں اور گاڑیوں کی رفتار کم رکھیں تاکہ کسی حادثے سے بچا جا سکے۔ [137, 1059, 193, 1107]
paragraph: محکمہ موسمیات کے مطابق ملک کے بیشتر علاقوں میں موسم سرد اور خشک رہے گا جبکہ بالائی علاقوں میں شدید سردی اور دھند کا امکان ہے۔ موٹروے پولیس نے شہریوں کو ہدایت کی ہے کہ دھند کے دوران غیر ضروری سفر سے گریز کریں اور گاڑیوں کی رفتار کم رکھیں تاکہ کسی حادثے سے بچا جا سکے۔ [259, 1746, 316, 1793]
answer-heading [76, 31, 132, 43]
paragraph: محکمہ موسمیات کے مطابق ملک کے بیشتر علاقوں میں موسم سرد اور خشک رہے گا جبکہ بالائی علاقوں میں شدید سردی اور دھند کا امکان ہے۔ موٹروے پولیس نے شہریوں کو ہدایت کی ہے کہ دھند کے دوران غیر ضروری سفر سے گریز کریں اور گاڑیوں کی رفتار کم رکھیں تاکہ کسی حادثے سے بچا جا سکے۔ [198, 1337, 255, 1385]
paragraph: محکمہ موسمیات کے مطابق ملک کے بیشتر علاقوں میں موسم سرد اور خشک رہے گا جبکہ بالائی علاقوں میں شدید سردی اور دھند کا امکان ہے۔ موٹروے پولیس نے شہریوں کو ہدایت کی ہے کہ دھند کے دوران غیر ضروری سفر سے گریز کریں اور گاڑیوں کی رفتار کم رکھیں تاکہ کسی حادثے سے بچا جا سکے۔ [14, 103, 71, 149]
paragraph: پنجاب اسمبلی میں وزیراعلیٰ کے اعتماد کے ووٹ کے معاملے پر سیاسی جماعتوں کے درمیان مشاورت کا سلسلہ جاری رہا۔ اپوزیشن رہنماؤں نے الزام عائد کیا کہ حکومت آئینی تقاضے پورے کرنے میں ناکام رہی ہے جبکہ حکومتی ارکان کا کہنا تھا کہ تمام فیصلے قانون کے مطابق کیے جا رہے ہیں اور اسمبلی کی تحلیل کے حوالے سے حتمی فیصلہ جلد سامنے آئے گا۔ [259, 1401, 316, 1459]
block-divider [260, 1385, 316, 1386]
answer-label: جواب نمبر [16, 2069, 48, 2081]
paragraph: وزیراعظم نے کہا کہ حکومت ملک کو معاشی بحران سے نکالنے کے لیے تمام ممکنہ اقدامات کر رہی ہے اور عالمی مالیاتی ادارے کے ساتھ مذاکرات جاری ہیں۔ انہوں نے کہا کہ مہنگائی پر قابو پانا حکومت کی اولین ترجیح ہے اور عوام کو ریلیف دینے کے لیے نئی پالیسیاں متعارف کرائی جائیں گی۔ اجلاس میں وفاقی وزراء اور اعلیٰ حکام نے بھی شرکت کی۔ [15, 560, 71, 618]
answer-label: جواب نمبر [444, 557, 476, 569]
answer-number: 8 [415, 31, 438, 43]
answer-label: جواب نمبر [78, 31, 110, 43]
paragraph: الیکشن کمیشن نے صوبے میں بلدیاتی انتخابات کے دوسرے مرحلے کے نتائج کا اعلان کرتے ہوئے بتایا کہ کراچی اور حیدرآباد کے تمام اضلاع میں پولنگ کا عمل پُرامن طور پر مکمل ہوا اور ووٹوں کی گنتی کے بعد غیرسرکاری نتائج جاری کر دیے گئے ہیں۔ چیف الیکشن کمشنر نے امیدواروں سے اپیل کی کہ وہ نتائج کو تسلیم کریں اور کسی بھی شکایت کی صورت میں قانونی راستہ اختیار کریں۔ [198, 628, 255, 686]
answer-block [382, 796, 438, 1404]
answer-heading [137, 2040, 193, 2052]
paragraph: اسٹیٹ بینک کے مطابق زرمبادلہ کے ذخائر میں کمی کا رجحان برقرار ہے اور درآمدات کے لیے لیٹر آف کریڈٹ کھولنے میں مشکلات کا سامنا ہے۔ تاجر برادری نے حکومت سے مطالبہ کیا ہے کہ بندرگاہوں پر پھنسے کنٹینرز کی کلیئرنس کے لیے فوری اقدامات کیے جائیں تاکہ صنعتی پیداوار متاثر نہ ہو۔ [321, 1833, 377, 1879]
paragraph: الیکشن کمیشن نے صوبے میں بلدیاتی انتخابات کے دوسرے مرحلے کے نتائج کا اعلان کرتے ہوئے بتایا کہ کراچی اور حیدرآباد کے تمام اضلاع میں پولنگ کا عمل پُرامن طور پر مکمل ہوا اور ووٹوں کی گنتی کے بعد غیرسرکاری نتائج جاری کر دیے گئے ہیں۔ چیف الیکشن کمشنر نے امیدواروں سے اپیل کی کہ وہ نتائج کو تسلیم کریں اور کسی بھی شکایت کی صورت میں قانونی راستہ اختیار کریں۔ [137, 1440, 193, 1498]
answer-number: 15 [354, 1656, 377, 1668]
answer-block [321, 1656, 377, 1880]
answer-label: جواب نمبر [261, 2066, 293, 2078]
paragraph: محکمہ موسمیات کے مطابق ملک کے بیشتر علاقوں میں موسم سرد اور خشک رہے گا جبکہ بالائی علاقوں میں شدید سردی اور دھند کا امکان ہے۔ موٹروے پولیس نے شہریوں کو ہدایت کی ہے کہ دھند کے دوران غیر ضروری سفر سے گریز کریں اور گاڑیوں کی رفتار کم رکھیں تاکہ کسی حادثے سے بچا جا سکے۔ [259, 331, 316, 378]
footer-rule [12, 831, 502, 833]
block-divider [15, 199, 71, 200]
answer-text [15, 45, 71, 197]
answer-label: جواب نمبر [16, 202, 48, 214]
answer-heading [76, 1895, 132, 1907]
paragraph: پنجاب اسمبلی میں وزیراعلیٰ کے اعتماد کے ووٹ کے معاملے پر سیاسی جماعتوں کے درمیان مشاورت کا سلسلہ جاری رہا۔ اپوزیشن رہنماؤں نے الزام عائد کیا کہ حکومت آئینی تقاضے پورے کرنے میں ناکام رہی ہے جبکہ حکومتی ارکان کا کہنا تھا کہ تمام فیصلے قانون کے مطابق کیے جا رہے ہیں اور اسمبلی کی تحلیل کے حوالے سے حتمی فیصلہ جلد سامنے آئے گا۔ [198, 208, 255, 265]
paragraph: پنجاب اسمبلی میں وزیراعلیٰ کے اعتماد کے ووٹ کے معاملے پر سیاسی جماعتوں کے درمیان مشاورت کا سلسلہ جاری رہا۔ اپوزیشن رہنماؤں نے الزام عائد کیا کہ حکومت آئینی تقاضے پورے کرنے میں ناکام رہی ہے جبکہ حکومتی ارکان کا کہنا تھا کہ تمام فیصلے قانون کے مطابق کیے جا رہے ہیں اور اسمبلی کی تحلیل کے حوالے سے حتمی فیصلہ جلد سامنے آئے گا۔ [137, 2416, 193, 2474]
answer-block [443, 1464, 499, 1652]
paragraph: پنجاب اسمبلی میں وزیراعلیٰ کے اعتماد کے ووٹ کے معاملے پر سیاسی جماعتوں کے درمیان مشاورت کا سلسلہ جاری رہا۔ اپوزیشن رہنماؤں نے الزام عائد کیا کہ حکومت آئینی تقاضے پورے کرنے میں ناکام رہی ہے جبکہ حکومتی ارکان کا کہنا تھا کہ تمام فیصلے قانون کے مطابق کیے جا رہے ہیں اور اسمبلی کی تحلیل کے حوالے سے حتمی فیصلہ جلد سامنے آئے گا۔ [382, 638, 438, 696]
answer-heading [443, 1656, 499, 1669]
answer-text [443, 571, 499, 676]
paragraph: پنجاب اسمبلی میں وزیراعلیٰ کے اعتماد کے ووٹ کے معاملے پر سیاسی جماعتوں کے درمیان مشاورت کا سلسلہ جاری رہا۔ اپوزیشن رہنماؤں نے الزام عائد کیا کہ حکومت آئینی تقاضے پورے کرنے میں ناکام رہی ہے جبکہ حکومتی ارکان کا کہنا تھا کہ تمام فیصلے قانون کے مطابق کیے جا رہے ہیں اور اسمبلی کی تحلیل کے حوالے سے حتمی فیصلہ جلد سامنے آئے گا۔ [198, 1548, 255, 1606]
paragraph: الیکشن کمیشن نے صوبے میں بلدیاتی انتخابات کے دوسرے مرحلے کے نتائج کا اعلان کرتے ہوئے بتایا کہ کراچی اور حیدرآباد کے تمام اضلاع میں پولنگ کا عمل پُرامن طور پر مکمل ہوا اور ووٹوں کی گنتی کے بعد غیرسرکاری نتائج جاری کر دیے گئے ہیں۔ چیف الیکشن کمشنر نے امیدواروں سے اپیل کی کہ وہ نتائج کو تسلیم کریں اور کسی بھی شکایت کی صورت میں قانونی راستہ اختیار کریں۔ [259, 1267, 316, 1325]
paragraph: اسٹیٹ بینک کے مطابق زرمبادلہ کے ذخائر میں کمی کا رجحان برقرار ہے اور درآمدات کے لیے لیٹر آف کریڈٹ کھولنے میں مشکلات کا سامنا ہے۔ تاجر برادری نے حکومت سے مطالبہ کیا ہے کہ بندرگاہوں پر پھنسے کنٹینرز کی کلیئرنس کے لیے فوری اقدامات کیے جائیں تاکہ صنعتی پیداوار متاثر نہ ہو۔ [198, 1385, 255, 1432]
paragraph: پنجاب اسمبلی میں وزیراعلیٰ کے اعتماد کے ووٹ کے معاملے پر سیاسی جماعتوں کے درمیان مشاورت کا سلسلہ جاری رہا۔ اپوزیشن رہنماؤں نے الزام عائد کیا کہ حکومت آئینی تقاضے پورے کرنے میں ناکام رہی ہے جبکہ حکومتی ارکان کا کہنا تھا کہ تمام فیصلے قانون کے مطابق کیے جا رہے ہیں اور اسمبلی کی تحلیل کے حوالے سے حتمی فیصلہ جلد سامنے آئے گا۔ [321, 1440, 377, 1498]
paragraph: محکمہ موسمیات کے مطابق ملک کے بیشتر علاقوں میں موسم سرد اور خشک رہے گا جبکہ بالائی علاقوں میں شدید سردی اور دھند کا امکان ہے۔ موٹروے پولیس نے شہریوں کو ہدایت کی ہے کہ دھند کے دوران غیر ضروری سفر سے گریز کریں اور گاڑیوں کی رفتار کم رکھیں تاکہ کسی حادثے سے بچا جا سکے۔ [321, 103, 377, 149]
paragraph: پنجاب اسمبلی میں وزیراعلیٰ کے اعتماد کے ووٹ کے معاملے پر سیاسی جماعتوں کے درمیان مشاورت کا سلسلہ جاری رہا۔ اپوزیشن رہنماؤں نے الزام عائد کیا کہ حکومت آئینی تقاضے پورے کرنے میں ناکام رہی ہے جبکہ حکومتی ارکان کا کہنا تھا کہ تمام فیصلے قانون کے مطابق کیے جا رہے ہیں اور اسمبلی کی تحلیل کے حوالے سے حتمی فیصلہ جلد سامنے آئے گا۔ [137, 983, 193, 1041]
paragraph: وزیراعظم نے کہا کہ حکومت ملک کو معاشی بحران سے نکالنے کے لیے تمام ممکنہ اقدامات کر رہی ہے اور عالمی مالیاتی ادارے کے ساتھ مذاکرات جاری ہیں۔ انہوں نے کہا کہ مہنگائی پر قابو پانا حکومت کی اولین ترجیح ہے اور عوام کو ریلیف دینے کے لیے نئی پالیسیاں متعارف کرائی جائیں گی۔ اجلاس میں وفاقی وزراء اور اعلیٰ حکام نے بھی شرکت کی۔ [259, 215, 316, 273]
answer-text [76, 45, 132, 103]
page-number-badge: 3 [252, 15, 267, 30]
answer-number: 19 [293, 757, 316, 769]
answer-heading [260, 2066, 316, 2078]
paragraph: اسٹیٹ بینک کے مطابق زرمبادلہ کے ذخائر میں کمی کا رجحان برقرار ہے اور درآمدات کے لیے لیٹر آف کریڈٹ کھولنے میں مشکلات کا سامنا ہے۔ تاجر برادری نے حکومت سے مطالبہ کیا ہے کہ بندرگاہوں پر پھنسے کنٹینرز کی کلیئرنس کے لیے فوری اقدامات کیے جائیں تاکہ صنعتی پیداوار متاثر نہ ہو۔ [15, 1259, 71, 1307]
answer-block [321, 31, 377, 313]
paragraph: وزیراعظم نے کہا کہ حکومت ملک کو معاشی بحران سے نکالنے کے لیے تمام ممکنہ اقدامات کر رہی ہے اور عالمی مالیاتی ادارے کے ساتھ مذاکرات جاری ہیں۔ انہوں نے کہا کہ مہنگائی پر قابو پانا حکومت کی اولین ترجیح ہے اور عوام کو ریلیف دینے کے لیے نئی پالیسیاں متعارف کرائی جائیں گی۔ اجلاس میں وفاقی وزراء اور اعلیٰ حکام نے بھی شرکت کی۔ [443, 694, 499, 752]
answer-text [260, 1402, 316, 1728]
paragraph: وزیراعظم نے کہا کہ حکومت ملک کو معاشی بحران سے نکالنے کے لیے تمام ممکنہ اقدامات کر رہی ہے اور عالمی مالیاتی ادارے کے ساتھ مذاکرات جاری ہیں۔ انہوں نے کہا کہ مہنگائی پر قابو پانا حکومت کی اولین ترجیح ہے اور عوام کو ریلیف دینے کے لیے نئی پالیسیاں متعارف کرائی جائیں گی۔ اجلاس میں وفاقی وزراء اور اعلیٰ حکام نے بھی شرکت کی۔ [259, 484, 316, 541]
paragraph: اسٹیٹ بینک کے مطابق زرمبادلہ کے ذخائر میں کمی کا رجحان برقرار ہے اور درآمدات کے لیے لیٹر آف کریڈٹ کھولنے میں مشکلات کا سامنا ہے۔ تاجر برادری نے حکومت سے مطالبہ کیا ہے کہ بندرگاہوں پر پھنسے کنٹینرز کی کلیئرنس کے لیے فوری اقدامات کیے جائیں تاکہ صنعتی پیداوار متاثر نہ ہو۔ [321, 436, 377, 484]
paragraph: الیکشن کمیشن نے صوبے میں بلدیاتی انتخابات کے دوسرے مرحلے کے نتائج کا اعلان کرتے ہوئے بتایا کہ کراچی اور حیدرآباد کے تمام اضلاع میں پولنگ کا عمل پُرامن طور پر مکمل ہوا اور ووٹوں کی گنتی کے بعد غیرسرکاری نتائج جاری کر دیے گئے ہیں۔ چیف الیکشن کمشنر نے امیدواروں سے اپیل کی کہ وہ نتائج کو تسلیم کریں اور کسی بھی شکایت کی صورت میں قانونی راستہ اختیار کریں۔ [137, 313, 193, 370]
answer-text [15, 2082, 71, 2571]
paragraph: الیکشن کمیشن نے صوبے میں بلدیاتی انتخابات کے دوسرے مرحلے کے نتائج کا اعلان کرتے ہوئے بتایا کہ کراچی اور حیدرآباد کے تمام اضلاع میں پولنگ کا عمل پُرامن طور پر مکمل ہوا اور ووٹوں کی گنتی کے بعد غیرسرکاری نتائج جاری کر دیے گئے ہیں۔ چیف الیکشن کمشنر نے امیدواروں سے اپیل کی کہ وہ نتائج کو تسلیم کریں اور کسی بھی شکایت کی صورت میں قانونی راستہ اختیار کریں۔ [259, 694, 316, 752]
paragraph: محکمہ موسمیات کے مطابق ملک کے بیشتر علاقوں میں موسم سرد اور خشک رہے گا جبکہ بالائی علاقوں میں شدید سردی اور دھند کا امکان ہے۔ موٹروے پولیس نے شہریوں کو ہدایت کی ہے کہ دھند کے دوران غیر ضروری سفر سے گریز کریں اور گاڑیوں کی رفتار کم رکھیں تاکہ کسی حادثے سے بچا جا سکے۔ [76, 465, 132, 513]
paragraph: پنجاب اسمبلی میں وزیراعلیٰ کے اعتماد کے ووٹ کے معاملے پر سیاسی جماعتوں کے درمیان مشاورت کا سلسلہ جاری رہا۔ اپوزیشن رہنماؤں نے الزام عائد کیا کہ حکومت آئینی تقاضے پورے کرنے میں ناکام رہی ہے جبکہ حکومتی ارکان کا کہنا تھا کہ تمام فیصلے قانون کے مطابق کیے جا رہے ہیں اور اسمبلی کی تحلیل کے حوالے سے حتمی فیصلہ جلد سامنے آئے گا۔ [137, 1824, 193, 1882]
column-2 [380, 30, 440, 1538]
paragraph: پنجاب اسمبلی میں وزیراعلیٰ کے اعتماد کے ووٹ کے معاملے پر سیاسی جماعتوں کے درمیان مشاورت کا سلسلہ جاری رہا۔ اپوزیشن رہنماؤں نے الزام عائد کیا کہ حکومت آئینی تقاضے پورے کرنے میں ناکام رہی ہے جبکہ حکومتی ارکان کا کہنا تھا کہ تمام فیصلے قانون کے مطابق کیے جا رہے ہیں اور اسمبلی کی تحلیل کے حوالے سے حتمی فیصلہ جلد سامنے آئے گا۔ [137, 1556, 193, 1614]
paragraph: وزیراعظم نے کہا کہ حکومت ملک کو معاشی بحران سے نکالنے کے لیے تمام ممکنہ اقدامات کر رہی ہے اور عالمی مالیاتی ادارے کے ساتھ مذاکرات جاری ہیں۔ انہوں نے کہا کہ مہنگائی پر قابو پانا حکومت کی اولین ترجیح ہے اور عوام کو ریلیف دینے کے لیے نئی پالیسیاں متعارف کرائی جائیں گی۔ اجلاس میں وفاقی وزراء اور اعلیٰ حکام نے بھی شرکت کی۔ [76, 1727, 132, 1785]
paragraph: اسٹیٹ بینک کے مطابق زرمبادلہ کے ذخائر میں کمی کا رجحان برقرار ہے اور درآمدات کے لیے لیٹر آف کریڈٹ کھولنے میں مشکلات کا سامنا ہے۔ تاجر برادری نے حکومت سے مطالبہ کیا ہے کہ بندرگاہوں پر پھنسے کنٹینرز کی کلیئرنس کے لیے فوری اقدامات کیے جائیں تاکہ صنعتی پیداوار متاثر نہ ہو۔ [321, 991, 377, 1038]
answer-label: جواب نمبر [139, 1427, 171, 1439]
paragraph: الیکشن کمیشن نے صوبے میں بلدیاتی انتخابات کے دوسرے مرحلے کے نتائج کا اعلان کرتے ہوئے بتایا کہ کراچی اور حیدرآباد کے تمام اضلاع میں پولنگ کا عمل پُرامن طور پر مکمل ہوا اور ووٹوں کی گنتی کے بعد غیرسرکاری نتائج جاری کر دیے گئے ہیں۔ چیف الیکشن کمشنر نے امیدواروں سے اپیل کی کہ وہ نتائج کو تسلیم کریں اور کسی بھی شکایت کی صورت میں قانونی راستہ اختیار کریں۔ [137, 599, 193, 657]
paragraph: الیکشن کمیشن نے صوبے میں بلدیاتی انتخابات کے دوسرے مرحلے کے نتائج کا اعلان کرتے ہوئے بتایا کہ کراچی اور حیدرآباد کے تمام اضلاع میں پولنگ کا عمل پُرامن طور پر مکمل ہوا اور ووٹوں کی گنتی کے بعد غیرسرکاری نتائج جاری کر دیے گئے ہیں۔ چیف الیکشن کمشنر نے امیدواروں سے اپیل کی کہ وہ نتائج کو تسلیم کریں اور کسی بھی شکایت کی صورت میں قانونی راستہ اختیار کریں۔ [76, 1383, 132, 1440]
block-divider [198, 2412, 255, 2413]
paragraph: پنجاب اسمبلی میں وزیراعلیٰ کے اعتماد کے ووٹ کے معاملے پر سیاسی جماعتوں کے درمیان مشاورت کا سلسلہ جاری رہا۔ اپوزیشن رہنماؤں نے الزام عائد کیا کہ حکومت آئینی تقاضے پورے کرنے میں ناکام رہی ہے جبکہ حکومتی ارکان کا کہنا تھا کہ تمام فیصلے قانون کے مطابق کیے جا رہے ہیں اور اسمبلی کی تحلیل کے حوالے سے حتمی فیصلہ جلد سامنے آئے گا۔ [76, 694, 132, 752]
answer-block [15, 202, 71, 542]
answer-heading [198, 31, 255, 43]
block-divider [137, 2342, 193, 2343]
paragraph: وزیراعظم نے کہا کہ حکومت ملک کو معاشی بحران سے نکالنے کے لیے تمام ممکنہ اقدامات کر رہی ہے اور عالمی مالیاتی ادارے کے ساتھ مذاکرات جاری ہیں۔ انہوں نے کہا کہ مہنگائی پر قابو پانا حکومت کی اولین ترجیح ہے اور عوام کو ریلیف دینے کے لیے نئی پالیسیاں متعارف کرائی جائیں گی۔ اجلاس میں وفاقی وزراء اور اعلیٰ حکام نے بھی شرکت کی۔ [321, 255, 377, 313]
answer-number: 39 [109, 1895, 132, 1907]
answer-text [443, 828, 499, 1459]
paragraph: پنجاب اسمبلی میں وزیراعلیٰ کے اعتماد کے ووٹ کے معاملے پر سیاسی جماعتوں کے درمیان مشاورت کا سلسلہ جاری رہا۔ اپوزیشن رہنماؤں نے الزام عائد کیا کہ حکومت آئینی تقاضے پورے کرنے میں ناکام رہی ہے جبکہ حکومتی ارکان کا کہنا تھا کہ تمام فیصلے قانون کے مطابق کیے جا رہے ہیں اور اسمبلی کی تحلیل کے حوالے سے حتمی فیصلہ جلد سامنے آئے گا۔ [321, 599, 377, 657]
answer-block [260, 1388, 316, 1728]
paragraph: وزیراعظم نے کہا کہ حکومت ملک کو معاشی بحران سے نکالنے کے لیے تمام ممکنہ اقدامات کر رہی ہے اور عالمی مالیاتی ادارے کے ساتھ مذاکرات جاری ہیں۔ انہوں نے کہا کہ مہنگائی پر قابو پانا حکومت کی اولین ترجیح ہے اور عوام کو ریلیف دینے کے لیے نئی پالیسیاں متعارف کرائی جائیں گی۔ اجلاس میں وفاقی وزراء اور اعلیٰ حکام نے بھی شرکت کی۔ [259, 2185, 316, 2243]
answer-number: 42 [48, 547, 71, 558]
paragraph: اسٹیٹ بینک کے مطابق زرمبادلہ کے ذخائر میں کمی کا رجحان برقرار ہے اور درآمدات کے لیے لیٹر آف کریڈٹ کھولنے میں مشکلات کا سامنا ہے۔ تاجر برادری نے حکومت سے مطالبہ کیا ہے کہ بندرگاہوں پر پھنسے کنٹینرز کی کلیئرنس کے لیے فوری اقدامات کیے جائیں تاکہ صنعتی پیداوار متاثر نہ ہو۔ [198, 2476, 255, 2523]
paragraph: اسٹیٹ بینک کے مطابق زرمبادلہ کے ذخائر میں کمی کا رجحان برقرار ہے اور درآمدات کے لیے لیٹر آف کریڈٹ کھولنے میں مشکلات کا سامنا ہے۔ تاجر برادری نے حکومت سے مطالبہ کیا ہے کہ بندرگاہوں پر پھنسے کنٹینرز کی کلیئرنس کے لیے فوری اقدامات کیے جائیں تاکہ صنعتی پیداوار متاثر نہ ہو۔ [137, 2235, 193, 2282]
answer-text [137, 600, 193, 1041]
paragraph: محکمہ موسمیات کے مطابق ملک کے بیشتر علاقوں میں موسم سرد اور خشک رہے گا جبکہ بالائی علاقوں میں شدید سردی اور دھند کا امکان ہے۔ موٹروے پولیس نے شہریوں کو ہدایت کی ہے کہ دھند کے دوران غیر ضروری سفر سے گریز کریں اور گاڑیوں کی رفتار کم رکھیں تاکہ کسی حادثے سے بچا جا سکے۔ [76, 1020, 132, 1067]
paragraph: پنجاب اسمبلی میں وزیراعلیٰ کے اعتماد کے ووٹ کے معاملے پر سیاسی جماعتوں کے درمیان مشاورت کا سلسلہ جاری رہا۔ اپوزیشن رہنماؤں نے الزام عائد کیا کہ حکومت آئینی تقاضے پورے کرنے میں ناکام رہی ہے جبکہ حکومتی ارکان کا کہنا تھا کہ تمام فیصلے قانون کے مطابق کیے جا رہے ہیں اور اسمبلی کی تحلیل کے حوالے سے حتمی فیصلہ جلد سامنے آئے گا۔ [382, 1480, 438, 1538]
paragraph: محکمہ موسمیات کے مطابق ملک کے بیشتر علاقوں میں موسم سرد اور خشک رہے گا جبکہ بالائی علاقوں میں شدید سردی اور دھند کا امکان ہے۔ موٹروے پولیس نے شہریوں کو ہدایت کی ہے کہ دھند کے دوران غیر ضروری سفر سے گریز کریں اور گاڑیوں کی رفتار کم رکھیں تاکہ کسی حادثے سے بچا جا سکے۔ [443, 1670, 499, 1717]
paragraph: محکمہ موسمیات کے مطابق ملک کے بیشتر علاقوں میں موسم سرد اور خشک رہے گا جبکہ بالائی علاقوں میں شدید سردی اور دھند کا امکان ہے۔ موٹروے پولیس نے شہریوں کو ہدایت کی ہے کہ دھند کے دوران غیر ضروری سفر سے گریز کریں اور گاڑیوں کی رفتار کم رکھیں تاکہ کسی حادثے سے بچا جا سکے۔ [14, 675, 71, 723]
paragraph: اسٹیٹ بینک کے مطابق زرمبادلہ کے ذخائر میں کمی کا رجحان برقرار ہے اور درآمدات کے لیے لیٹر آف کریڈٹ کھولنے میں مشکلات کا سامنا ہے۔ تاجر برادری نے حکومت سے مطالبہ کیا ہے کہ بندرگاہوں پر پھنسے کنٹینرز کی کلیئرنس کے لیے فوری اقدامات کیے جائیں تاکہ صنعتی پیداوار متاثر نہ ہو۔ [76, 1622, 132, 1669]
paragraph: محکمہ موسمیات کے مطابق ملک کے بیشتر علاقوں میں موسم سرد اور خشک رہے گا جبکہ بالائی علاقوں میں شدید سردی اور دھند کا امکان ہے۔ موٹروے پولیس نے شہریوں کو ہدایت کی ہے کہ دھند کے دوران غیر ضروری سفر سے گریز کریں اور گاڑیوں کی رفتار کم رکھیں تاکہ کسی حادثے سے بچا جا سکے۔ [443, 1365, 499, 1412]
answer-label: جواب نمبر [322, 1656, 354, 1668]
paragraph: محکمہ موسمیات کے مطابق ملک کے بیشتر علاقوں میں موسم سرد اور خشک رہے گا جبکہ بالائی علاقوں میں شدید سردی اور دھند کا امکان ہے۔ موٹروے پولیس نے شہریوں کو ہدایت کی ہے کہ دھند کے دوران غیر ضروری سفر سے گریز کریں اور گاڑیوں کی رفتار کم رکھیں تاکہ کسی حادثے سے بچا جا سکے۔ [76, 179, 132, 226]
paragraph: اسٹیٹ بینک کے مطابق زرمبادلہ کے ذخائر میں کمی کا رجحان برقرار ہے اور درآمدات کے لیے لیٹر آف کریڈٹ کھولنے میں مشکلات کا سامنا ہے۔ تاجر برادری نے حکومت سے مطالبہ کیا ہے کہ بندرگاہوں پر پھنسے کنٹینرز کی کلیئرنس کے لیے فوری اقدامات کیے جائیں تاکہ صنعتی پیداوار متاثر نہ ہو۔ [76, 1067, 132, 1114]
column-1 [441, 30, 501, 1938]
answer-heading [321, 1885, 377, 1897]
paragraph: وزیراعظم نے کہا کہ حکومت ملک کو معاشی بحران سے نکالنے کے لیے تمام ممکنہ اقدامات کر رہی ہے اور عالمی مالیاتی ادارے کے ساتھ مذاکرات جاری ہیں۔ انہوں نے کہا کہ مہنگائی پر قابو پانا حکومت کی اولین ترجیح ہے اور عوام کو ریلیف دینے کے لیے نئی پالیسیاں متعارف کرائی جائیں گی۔ اجلاس میں وفاقی وزراء اور اعلیٰ حکام نے بھی شرکت کی۔ [443, 389, 499, 447]
paragraph: وزیراعظم نے کہا کہ حکومت ملک کو معاشی بحران سے نکالنے کے لیے تمام ممکنہ اقدامات کر رہی ہے اور عالمی مالیاتی ادارے کے ساتھ مذاکرات جاری ہیں۔ انہوں نے کہا کہ مہنگائی پر قابو پانا حکومت کی اولین ترجیح ہے اور عوام کو ریلیف دینے کے لیے نئی پالیسیاں متعارف کرائی جائیں گی۔ اجلاس میں وفاقی وزراء اور اعلیٰ حکام نے بھی شرکت کی۔ [15, 2455, 71, 2513]
paragraph: وزیراعظم نے کہا کہ حکومت ملک کو معاشی بحران سے نکالنے کے لیے تمام ممکنہ اقدامات کر رہی ہے اور عالمی مالیاتی ادارے کے ساتھ مذاکرات جاری ہیں۔ انہوں نے کہا کہ مہنگائی پر قابو پانا حکومت کی اولین ترجیح ہے اور عوام کو ریلیف دینے کے لیے نئی پالیسیاں متعارف کرائی جائیں گی۔ اجلاس میں وفاقی وزراء اور اعلیٰ حکام نے بھی شرکت کی۔ [443, 981, 499, 1039]
paragraph: محکمہ موسمیات کے مطابق ملک کے بیشتر علاقوں میں موسم سرد اور خشک رہے گا جبکہ بالائی علاقوں میں شدید سردی اور دھند کا امکان ہے۔ موٹروے پولیس نے شہریوں کو ہدایت کی ہے کہ دھند کے دوران غیر ضروری سفر سے گریز کریں اور گاڑیوں کی رفتار کم رکھیں تاکہ کسی حادثے سے بچا جا سکے۔ [321, 389, 377, 436]
answer-text [443, 389, 499, 552]
paragraph: اسٹیٹ بینک کے مطابق زرمبادلہ کے ذخائر میں کمی کا رجحان برقرار ہے اور درآمدات کے لیے لیٹر آف کریڈٹ کھولنے میں مشکلات کا سامنا ہے۔ تاجر برادری نے حکومت سے مطالبہ کیا ہے کہ بندرگاہوں پر پھنسے کنٹینرز کی کلیئرنس کے لیے فوری اقدامات کیے جائیں تاکہ صنعتی پیداوار متاثر نہ ہو۔ [198, 1653, 255, 1700]
paragraph: محکمہ موسمیات کے مطابق ملک کے بیشتر علاقوں میں موسم سرد اور خشک رہے گا جبکہ بالائی علاقوں میں شدید سردی اور دھند کا امکان ہے۔ موٹروے پولیس نے شہریوں کو ہدایت کی ہے کہ دھند کے دوران غیر ضروری سفر سے گریز کریں اور گاڑیوں کی رفتار کم رکھیں تاکہ کسی حادثے سے بچا جا سکے۔ [14, 1212, 71, 1259]
answer-block [137, 31, 193, 581]
paragraph: اسٹیٹ بینک کے مطابق زرمبادلہ کے ذخائر میں کمی کا رجحان برقرار ہے اور درآمدات کے لیے لیٹر آف کریڈٹ کھولنے میں مشکلات کا سامنا ہے۔ تاجر برادری نے حکومت سے مطالبہ کیا ہے کہ بندرگاہوں پر پھنسے کنٹینرز کی کلیئرنس کے لیے فوری اقدامات کیے جائیں تاکہ صنعتی پیداوار متاثر نہ ہو۔ [137, 1662, 193, 1708]
paragraph: وزیراعظم نے کہا کہ حکومت ملک کو معاشی بحران سے نکالنے کے لیے تمام ممکنہ اقدامات کر رہی ہے اور عالمی مالیاتی ادارے کے ساتھ مذاکرات جاری ہیں۔ انہوں نے کہا کہ مہنگائی پر قابو پانا حکومت کی اولین ترجیح ہے اور عوام کو ریلیف دینے کے لیے نئی پالیسیاں متعارف کرائی جائیں گی۔ اجلاس میں وفاقی وزراء اور اعلیٰ حکام نے بھی شرکت کی۔ [321, 1956, 377, 2014]
answer-text [443, 1478, 499, 1652]
paragraph: پنجاب اسمبلی میں وزیراعلیٰ کے اعتماد کے ووٹ کے معاملے پر سیاسی جماعتوں کے درمیان مشاورت کا سلسلہ جاری رہا۔ اپوزیشن رہنماؤں نے الزام عائد کیا کہ حکومت آئینی تقاضے پورے کرنے میں ناکام رہی ہے جبکہ حکومتی ارکان کا کہنا تھا کہ تمام فیصلے قانون کے مطابق کیے جا رہے ہیں اور اسمبلی کی تحلیل کے حوالے سے حتمی فیصلہ جلد سامنے آئے گا۔ [443, 1880, 499, 1938]
block-divider [260, 888, 316, 889]
paragraph: پنجاب اسمبلی میں وزیراعلیٰ کے اعتماد کے ووٹ کے معاملے پر سیاسی جماعتوں کے درمیان مشاورت کا سلسلہ جاری رہا۔ اپوزیشن رہنماؤں نے الزام عائد کیا کہ حکومت آئینی تقاضے پورے کرنے میں ناکام رہی ہے جبکہ حکومتی ارکان کا کہنا تھا کہ تمام فیصلے قانون کے مطابق کیے جا رہے ہیں اور اسمبلی کی تحلیل کے حوالے سے حتمی فیصلہ جلد سامنے آئے گا۔ [382, 370, 438, 428]
answer-label: جواب نمبر [444, 376, 476, 388]
paragraph: اسٹیٹ بینک کے مطابق زرمبادلہ کے ذخائر میں کمی کا رجحان برقرار ہے اور درآمدات کے لیے لیٹر آف کریڈٹ کھولنے میں مشکلات کا سامنا ہے۔ تاجر برادری نے حکومت سے مطالبہ کیا ہے کہ بندرگاہوں پر پھنسے کنٹینرز کی کلیئرنس کے لیے فوری اقدامات کیے جائیں تاکہ صنعتی پیداوار متاثر نہ ہو۔ [382, 1298, 438, 1346]
paragraph: اسٹیٹ بینک کے مطابق زرمبادلہ کے ذخائر میں کمی کا رجحان برقرار ہے اور درآمدات کے لیے لیٹر آف کریڈٹ کھولنے میں مشکلات کا سامنا ہے۔ تاجر برادری نے حکومت سے مطالبہ کیا ہے کہ بندرگاہوں پر پھنسے کنٹینرز کی کلیئرنس کے لیے فوری اقدامات کیے جائیں تاکہ صنعتی پیداوار متاثر نہ ہو۔ [443, 570, 499, 618]
paragraph: وزیراعظم نے کہا کہ حکومت ملک کو معاشی بحران سے نکالنے کے لیے تمام ممکنہ اقدامات کر رہی ہے اور عالمی مالیاتی ادارے کے ساتھ مذاکرات جاری ہیں۔ انہوں نے کہا کہ مہنگائی پر قابو پانا حکومت کی اولین ترجیح ہے اور عوام کو ریلیف دینے کے لیے نئی پالیسیاں متعارف کرائی جائیں گی۔ اجلاس میں وفاقی وزراء اور اعلیٰ حکام نے بھی شرکت کی۔ [15, 1096, 71, 1154]
issue-date: 16جنوری2023ء [458, 18, 502, 25]
answer-heading [198, 2415, 255, 2427]
answer-block [137, 1427, 193, 2035]
answer-block [321, 1885, 377, 2225]
paragraph: اسٹیٹ بینک کے مطابق زرمبادلہ کے ذخائر میں کمی کا رجحان برقرار ہے اور درآمدات کے لیے لیٹر آف کریڈٹ کھولنے میں مشکلات کا سامنا ہے۔ تاجر برادری نے حکومت سے مطالبہ کیا ہے کہ بندرگاہوں پر پھنسے کنٹینرز کی کلیئرنس کے لیے فوری اقدامات کیے جائیں تاکہ صنعتی پیداوار متاثر نہ ہو۔ [198, 849, 255, 896]
paragraph: محکمہ موسمیات کے مطابق ملک کے بیشتر علاقوں میں موسم سرد اور خشک رہے گا جبکہ بالائی علاقوں میں شدید سردی اور دھند کا امکان ہے۔ موٹروے پولیس نے شہریوں کو ہدایت کی ہے کہ دھند کے دوران غیر ضروری سفر سے گریز کریں اور گاڑیوں کی رفتار کم رکھیں تاکہ کسی حادثے سے بچا جا سکے۔ [443, 218, 499, 265]
answer-number: 7 [476, 1657, 499, 1668]
paragraph: محکمہ موسمیات کے مطابق ملک کے بیشتر علاقوں میں موسم سرد اور خشک رہے گا جبکہ بالائی علاقوں میں شدید سردی اور دھند کا امکان ہے۔ موٹروے پولیس نے شہریوں کو ہدایت کی ہے کہ دھند کے دوران غیر ضروری سفر سے گریز کریں اور گاڑیوں کی رفتار کم رکھیں تاکہ کسی حادثے سے بچا جا سکے۔ [14, 2016, 71, 2063]
paragraph: وزیراعظم نے کہا کہ حکومت ملک کو معاشی بحران سے نکالنے کے لیے تمام ممکنہ اقدامات کر رہی ہے اور عالمی مالیاتی ادارے کے ساتھ مذاکرات جاری ہیں۔ انہوں نے کہا کہ مہنگائی پر قابو پانا حکومت کی اولین ترجیح ہے اور عوام کو ریلیف دینے کے لیے نئی پالیسیاں متعارف کرائی جائیں گی۔ اجلاس میں وفاقی وزراء اور اعلیٰ حکام نے بھی شرکت کی۔ [198, 1490, 255, 1548]
paragraph: محکمہ موسمیات کے مطابق ملک کے بیشتر علاقوں میں موسم سرد اور خشک رہے گا جبکہ بالائی علاقوں میں شدید سردی اور دھند کا امکان ہے۔ موٹروے پولیس نے شہریوں کو ہدایت کی ہے کہ دھند کے دوران غیر ضروری سفر سے گریز کریں اور گاڑیوں کی رفتار کم رکھیں تاکہ کسی حادثے سے بچا جا سکے۔ [382, 697, 438, 743]
paragraph: الیکشن کمیشن نے صوبے میں بلدیاتی انتخابات کے دوسرے مرحلے کے نتائج کا اعلان کرتے ہوئے بتایا کہ کراچی اور حیدرآباد کے تمام اضلاع میں پولنگ کا عمل پُرامن طور پر مکمل ہوا اور ووٹوں کی گنتی کے بعد غیرسرکاری نتائج جاری کر دیے گئے ہیں۔ چیف الیکشن کمشنر نے امیدواروں سے اپیل کی کہ وہ نتائج کو تسلیم کریں اور کسی بھی شکایت کی صورت میں قانونی راستہ اختیار کریں۔ [198, 896, 255, 954]
paragraph: الیکشن کمیشن نے صوبے میں بلدیاتی انتخابات کے دوسرے مرحلے کے نتائج کا اعلان کرتے ہوئے بتایا کہ کراچی اور حیدرآباد کے تمام اضلاع میں پولنگ کا عمل پُرامن طور پر مکمل ہوا اور ووٹوں کی گنتی کے بعد غیرسرکاری نتائج جاری کر دیے گئے ہیں۔ چیف الیکشن کمشنر نے امیدواروں سے اپیل کی کہ وہ نتائج کو تسلیم کریں اور کسی بھی شکایت کی صورت میں قانونی راستہ اختیار کریں۔ [443, 923, 499, 981]
answer-heading [443, 557, 499, 569]
paragraph: اسٹیٹ بینک کے مطابق زرمبادلہ کے ذخائر میں کمی کا رجحان برقرار ہے اور درآمدات کے لیے لیٹر آف کریڈٹ کھولنے میں مشکلات کا سامنا ہے۔ تاجر برادری نے حکومت سے مطالبہ کیا ہے کہ بندرگاہوں پر پھنسے کنٹینرز کی کلیئرنس کے لیے فوری اقدامات کیے جائیں تاکہ صنعتی پیداوار متاثر نہ ہو۔ [382, 208, 438, 255]
answer-number: 36 [109, 452, 132, 464]
answer-block [198, 2415, 255, 2576]
answer-heading [443, 681, 499, 693]
block-divider [137, 2037, 193, 2038]
answer-number: 20 [293, 891, 316, 903]
answer-label: جواب نمبر [16, 31, 48, 43]
paragraph: پنجاب اسمبلی میں وزیراعلیٰ کے اعتماد کے ووٹ کے معاملے پر سیاسی جماعتوں کے درمیان مشاورت کا سلسلہ جاری رہا۔ اپوزیشن رہنماؤں نے الزام عائد کیا کہ حکومت آئینی تقاضے پورے کرنے میں ناکام رہی ہے جبکہ حکومتی ارکان کا کہنا تھا کہ تمام فیصلے قانون کے مطابق کیے جا رہے ہیں اور اسمبلی کی تحلیل کے حوالے سے حتمی فیصلہ جلد سامنے آئے گا۔ [198, 1816, 255, 1874]
paragraph: محکمہ موسمیات کے مطابق ملک کے بیشتر علاقوں میں موسم سرد اور خشک رہے گا جبکہ بالائی علاقوں میں شدید سردی اور دھند کا امکان ہے۔ موٹروے پولیس نے شہریوں کو ہدایت کی ہے کہ دھند کے دوران غیر ضروری سفر سے گریز کریں اور گاڑیوں کی رفتار کم رکھیں تاکہ کسی حادثے سے بچا جا سکے۔ [321, 944, 377, 991]
paragraph: الیکشن کمیشن نے صوبے میں بلدیاتی انتخابات کے دوسرے مرحلے کے نتائج کا اعلان کرتے ہوئے بتایا کہ کراچی اور حیدرآباد کے تمام اضلاع میں پولنگ کا عمل پُرامن طور پر مکمل ہوا اور ووٹوں کی گنتی کے بعد غیرسرکاری نتائج جاری کر دیے گئے ہیں۔ چیف الیکشن کمشنر نے امیدواروں سے اپیل کی کہ وہ نتائج کو تسلیم کریں اور کسی بھی شکایت کی صورت میں قانونی راستہ اختیار کریں۔ [15, 1574, 71, 1632]
paragraph: اسٹیٹ بینک کے مطابق زرمبادلہ کے ذخائر میں کمی کا رجحان برقرار ہے اور درآمدات کے لیے لیٹر آف کریڈٹ کھولنے میں مشکلات کا سامنا ہے۔ تاجر برادری نے حکومت سے مطالبہ کیا ہے کہ بندرگاہوں پر پھنسے کنٹینرز کی کلیئرنس کے لیے فوری اقدامات کیے جائیں تاکہ صنعتی پیداوار متاثر نہ ہو۔ [259, 952, 316, 999]
paragraph: پنجاب اسمبلی میں وزیراعلیٰ کے اعتماد کے ووٹ کے معاملے پر سیاسی جماعتوں کے درمیان مشاورت کا سلسلہ جاری رہا۔ اپوزیشن رہنماؤں نے الزام عائد کیا کہ حکومت آئینی تقاضے پورے کرنے میں ناکام رہی ہے جبکہ حکومتی ارکان کا کہنا تھا کہ تمام فیصلے قانون کے مطابق کیے جا رہے ہیں اور اسمبلی کی تحلیل کے حوالے سے حتمی فیصلہ جلد سامنے آئے گا۔ [76, 2072, 132, 2129]
answer-block [321, 709, 377, 1307]
answer-block [443, 1656, 499, 1938]
paragraph: محکمہ موسمیات کے مطابق ملک کے بیشتر علاقوں میں موسم سرد اور خشک رہے گا جبکہ بالائی علاقوں میں شدید سردی اور دھند کا امکان ہے۔ موٹروے پولیس نے شہریوں کو ہدایت کی ہے کہ دھند کے دوران غیر ضروری سفر سے گریز کریں اور گاڑیوں کی رفتار کم رکھیں تاکہ کسی حادثے سے بچا جا سکے۔ [321, 1785, 377, 1833]
paragraph: محکمہ موسمیات کے مطابق ملک کے بیشتر علاقوں میں موسم سرد اور خشک رہے گا جبکہ بالائی علاقوں میں شدید سردی اور دھند کا امکان ہے۔ موٹروے پولیس نے شہریوں کو ہدایت کی ہے کہ دھند کے دوران غیر ضروری سفر سے گریز کریں اور گاڑیوں کی رفتار کم رکھیں تاکہ کسی حادثے سے بچا جا سکے۔ [137, 218, 193, 265]
paragraph: وزیراعظم نے کہا کہ حکومت ملک کو معاشی بحران سے نکالنے کے لیے تمام ممکنہ اقدامات کر رہی ہے اور عالمی مالیاتی ادارے کے ساتھ مذاکرات جاری ہیں۔ انہوں نے کہا کہ مہنگائی پر قابو پانا حکومت کی اولین ترجیح ہے اور عوام کو ریلیف دینے کے لیے نئی پالیسیاں متعارف کرائی جائیں گی۔ اجلاس میں وفاقی وزراء اور اعلیٰ حکام نے بھی شرکت کی۔ [137, 2053, 193, 2111]
paragraph: پنجاب اسمبلی میں وزیراعلیٰ کے اعتماد کے ووٹ کے معاملے پر سیاسی جماعتوں کے درمیان مشاورت کا سلسلہ جاری رہا۔ اپوزیشن رہنماؤں نے الزام عائد کیا کہ حکومت آئینی تقاضے پورے کرنے میں ناکام رہی ہے جبکہ حکومتی ارکان کا کہنا تھا کہ تمام فیصلے قانون کے مطابق کیے جا رہے ہیں اور اسمبلی کی تحلیل کے حوالے سے حتمی فیصلہ جلد سامنے آئے گا۔ [15, 1958, 71, 2016]
paragraph: محکمہ موسمیات کے مطابق ملک کے بیشتر علاقوں میں موسم سرد اور خشک رہے گا جبکہ بالائی علاقوں میں شدید سردی اور دھند کا امکان ہے۔ موٹروے پولیس نے شہریوں کو ہدایت کی ہے کہ دھند کے دوران غیر ضروری سفر سے گریز کریں اور گاڑیوں کی رفتار کم رکھیں تاکہ کسی حادثے سے بچا جا سکے۔ [443, 1096, 499, 1144]
answer-heading [137, 1046, 193, 1058]
paragraph: محکمہ موسمیات کے مطابق ملک کے بیشتر علاقوں میں موسم سرد اور خشک رہے گا جبکہ بالائی علاقوں میں شدید سردی اور دھند کا امکان ہے۔ موٹروے پولیس نے شہریوں کو ہدایت کی ہے کہ دھند کے دوران غیر ضروری سفر سے گریز کریں اور گاڑیوں کی رفتار کم رکھیں تاکہ کسی حادثے سے بچا جا سکے۔ [14, 2303, 71, 2350]
answer-block [260, 891, 316, 1383]
answer-text [137, 2359, 193, 2474]
paragraph: پنجاب اسمبلی میں وزیراعلیٰ کے اعتماد کے ووٹ کے معاملے پر سیاسی جماعتوں کے درمیان مشاورت کا سلسلہ جاری رہا۔ اپوزیشن رہنماؤں نے الزام عائد کیا کہ حکومت آئینی تقاضے پورے کرنے میں ناکام رہی ہے جبکہ حکومتی ارکان کا کہنا تھا کہ تمام فیصلے قانون کے مطابق کیے جا رہے ہیں اور اسمبلی کی تحلیل کے حوالے سے حتمی فیصلہ جلد سامنے آئے گا۔ [259, 1115, 316, 1173]
answer-label: جواب نمبر [139, 586, 171, 598]
answer-text [443, 694, 499, 810]
answer-number: 35 [109, 108, 132, 119]
paragraph: الیکشن کمیشن نے صوبے میں بلدیاتی انتخابات کے دوسرے مرحلے کے نتائج کا اعلان کرتے ہوئے بتایا کہ کراچی اور حیدرآباد کے تمام اضلاع میں پولنگ کا عمل پُرامن طور پر مکمل ہوا اور ووٹوں کی گنتی کے بعد غیرسرکاری نتائج جاری کر دیے گئے ہیں۔ چیف الیکشن کمشنر نے امیدواروں سے اپیل کی کہ وہ نتائج کو تسلیم کریں اور کسی بھی شکایت کی صورت میں قانونی راستہ اختیار کریں۔ [198, 1700, 255, 1758]
answer-label: جواب نمبر [444, 1464, 476, 1477]
answer-number: 24 [293, 2248, 316, 2260]
paragraph: پنجاب اسمبلی میں وزیراعلیٰ کے اعتماد کے ووٹ کے معاملے پر سیاسی جماعتوں کے درمیان مشاورت کا سلسلہ جاری رہا۔ اپوزیشن رہنماؤں نے الزام عائد کیا کہ حکومت آئینی تقاضے پورے کرنے میں ناکام رہی ہے جبکہ حکومتی ارکان کا کہنا تھا کہ تمام فیصلے قانون کے مطابق کیے جا رہے ہیں اور اسمبلی کی تحلیل کے حوالے سے حتمی فیصلہ جلد سامنے آئے گا۔ [321, 1727, 377, 1785]
paragraph: الیکشن کمیشن نے صوبے میں بلدیاتی انتخابات کے دوسرے مرحلے کے نتائج کا اعلان کرتے ہوئے بتایا کہ کراچی اور حیدرآباد کے تمام اضلاع میں پولنگ کا عمل پُرامن طور پر مکمل ہوا اور ووٹوں کی گنتی کے بعد غیرسرکاری نتائج جاری کر دیے گئے ہیں۔ چیف الیکشن کمشنر نے امیدواروں سے اپیل کی کہ وہ نتائج کو تسلیم کریں اور کسی بھی شکایت کی صورت میں قانونی راستہ اختیار کریں۔ [76, 1669, 132, 1727]
paragraph: اسٹیٹ بینک کے مطابق زرمبادلہ کے ذخائر میں کمی کا رجحان برقرار ہے اور درآمدات کے لیے لیٹر آف کریڈٹ کھولنے میں مشکلات کا سامنا ہے۔ تاجر برادری نے حکومت سے مطالبہ کیا ہے کہ بندرگاہوں پر پھنسے کنٹینرز کی کلیئرنس کے لیے فوری اقدامات کیے جائیں تاکہ صنعتی پیداوار متاثر نہ ہو۔ [259, 647, 316, 694]
answer-block [137, 1046, 193, 1422]
answer-text [321, 1325, 377, 1651]
paragraph: الیکشن کمیشن نے صوبے میں بلدیاتی انتخابات کے دوسرے مرحلے کے نتائج کا اعلان کرتے ہوئے بتایا کہ کراچی اور حیدرآباد کے تمام اضلاع میں پولنگ کا عمل پُرامن طور پر مکمل ہوا اور ووٹوں کی گنتی کے بعد غیرسرکاری نتائج جاری کر دیے گئے ہیں۔ چیف الیکشن کمشنر نے امیدواروں سے اپیل کی کہ وہ نتائج کو تسلیم کریں اور کسی بھی شکایت کی صورت میں قانونی راستہ اختیار کریں۔ [443, 1765, 499, 1822]
paragraph: اسٹیٹ بینک کے مطابق زرمبادلہ کے ذخائر میں کمی کا رجحان برقرار ہے اور درآمدات کے لیے لیٹر آف کریڈٹ کھولنے میں مشکلات کا سامنا ہے۔ تاجر برادری نے حکومت سے مطالبہ کیا ہے کہ بندرگاہوں پر پھنسے کنٹینرز کی کلیئرنس کے لیے فوری اقدامات کیے جائیں تاکہ صنعتی پیداوار متاثر نہ ہو۔ [321, 2119, 377, 2166]
paragraph: وزیراعظم نے کہا کہ حکومت ملک کو معاشی بحران سے نکالنے کے لیے تمام ممکنہ اقدامات کر رہی ہے اور عالمی مالیاتی ادارے کے ساتھ مذاکرات جاری ہیں۔ انہوں نے کہا کہ مہنگائی پر قابو پانا حکومت کی اولین ترجیح ہے اور عوام کو ریلیف دینے کے لیے نئی پالیسیاں متعارف کرائی جائیں گی۔ اجلاس میں وفاقی وزراء اور اعلیٰ حکام نے بھی شرکت کی۔ [76, 1173, 132, 1230]
answer-number: 16 [354, 1885, 377, 1896]
paragraph: وزیراعظم نے کہا کہ حکومت ملک کو معاشی بحران سے نکالنے کے لیے تمام ممکنہ اقدامات کر رہی ہے اور عالمی مالیاتی ادارے کے ساتھ مذاکرات جاری ہیں۔ انہوں نے کہا کہ مہنگائی پر قابو پانا حکومت کی اولین ترجیح ہے اور عوام کو ریلیف دینے کے لیے نئی پالیسیاں متعارف کرائی جائیں گی۔ اجلاس میں وفاقی وزراء اور اعلیٰ حکام نے بھی شرکت کی۔ [382, 581, 438, 638]
answer-label: جواب نمبر [16, 546, 48, 558]
block-divider [443, 554, 499, 555]
answer-block [137, 2040, 193, 2216]
paragraph: اسٹیٹ بینک کے مطابق زرمبادلہ کے ذخائر میں کمی کا رجحان برقرار ہے اور درآمدات کے لیے لیٹر آف کریڈٹ کھولنے میں مشکلات کا سامنا ہے۔ تاجر برادری نے حکومت سے مطالبہ کیا ہے کہ بندرگاہوں پر پھنسے کنٹینرز کی کلیئرنس کے لیے فوری اقدامات کیے جائیں تاکہ صنعتی پیداوار متاثر نہ ہو۔ [76, 1335, 132, 1383]
paragraph: الیکشن کمیشن نے صوبے میں بلدیاتی انتخابات کے دوسرے مرحلے کے نتائج کا اعلان کرتے ہوئے بتایا کہ کراچی اور حیدرآباد کے تمام اضلاع میں پولنگ کا عمل پُرامن طور پر مکمل ہوا اور ووٹوں کی گنتی کے بعد غیرسرکاری نتائج جاری کر دیے گئے ہیں۔ چیف الیکشن کمشنر نے امیدواروں سے اپیل کی کہ وہ نتائج کو تسلیم کریں اور کسی بھی شکایت کی صورت میں قانونی راستہ اختیار کریں۔ [321, 1899, 377, 1956]
paragraph: وزیراعظم نے کہا کہ حکومت ملک کو معاشی بحران سے نکالنے کے لیے تمام ممکنہ اقدامات کر رہی ہے اور عالمی مالیاتی ادارے کے ساتھ مذاکرات جاری ہیں۔ انہوں نے کہا کہ مہنگائی پر قابو پانا حکومت کی اولین ترجیح ہے اور عوام کو ریلیف دینے کے لیے نئی پالیسیاں متعارف کرائی جائیں گی۔ اجلاس میں وفاقی وزراء اور اعلیٰ حکام نے بھی شرکت کی۔ [321, 1096, 377, 1154]
paragraph: الیکشن کمیشن نے صوبے میں بلدیاتی انتخابات کے دوسرے مرحلے کے نتائج کا اعلان کرتے ہوئے بتایا کہ کراچی اور حیدرآباد کے تمام اضلاع میں پولنگ کا عمل پُرامن طور پر مکمل ہوا اور ووٹوں کی گنتی کے بعد غیرسرکاری نتائج جاری کر دیے گئے ہیں۔ چیف الیکشن کمشنر نے امیدواروں سے اپیل کی کہ وہ نتائج کو تسلیم کریں اور کسی بھی شکایت کی صورت میں قانونی راستہ اختیار کریں۔ [198, 2236, 255, 2294]
paragraph: پنجاب اسمبلی میں وزیراعلیٰ کے اعتماد کے ووٹ کے معاملے پر سیاسی جماعتوں کے درمیان مشاورت کا سلسلہ جاری رہا۔ اپوزیشن رہنماؤں نے الزام عائد کیا کہ حکومت آئینی تقاضے پورے کرنے میں ناکام رہی ہے جبکہ حکومتی ارکان کا کہنا تھا کہ تمام فیصلے قانون کے مطابق کیے جا رہے ہیں اور اسمبلی کی تحلیل کے حوالے سے حتمی فیصلہ جلد سامنے آئے گا۔ [259, 274, 316, 331]
paragraph: اسٹیٹ بینک کے مطابق زرمبادلہ کے ذخائر میں کمی کا رجحان برقرار ہے اور درآمدات کے لیے لیٹر آف کریڈٹ کھولنے میں مشکلات کا سامنا ہے۔ تاجر برادری نے حکومت سے مطالبہ کیا ہے کہ بندرگاہوں پر پھنسے کنٹینرز کی کلیئرنس کے لیے فوری اقدامات کیے جائیں تاکہ صنعتی پیداوار متاثر نہ ہو۔ [76, 1909, 132, 1956]
answer-heading [76, 452, 132, 464]
